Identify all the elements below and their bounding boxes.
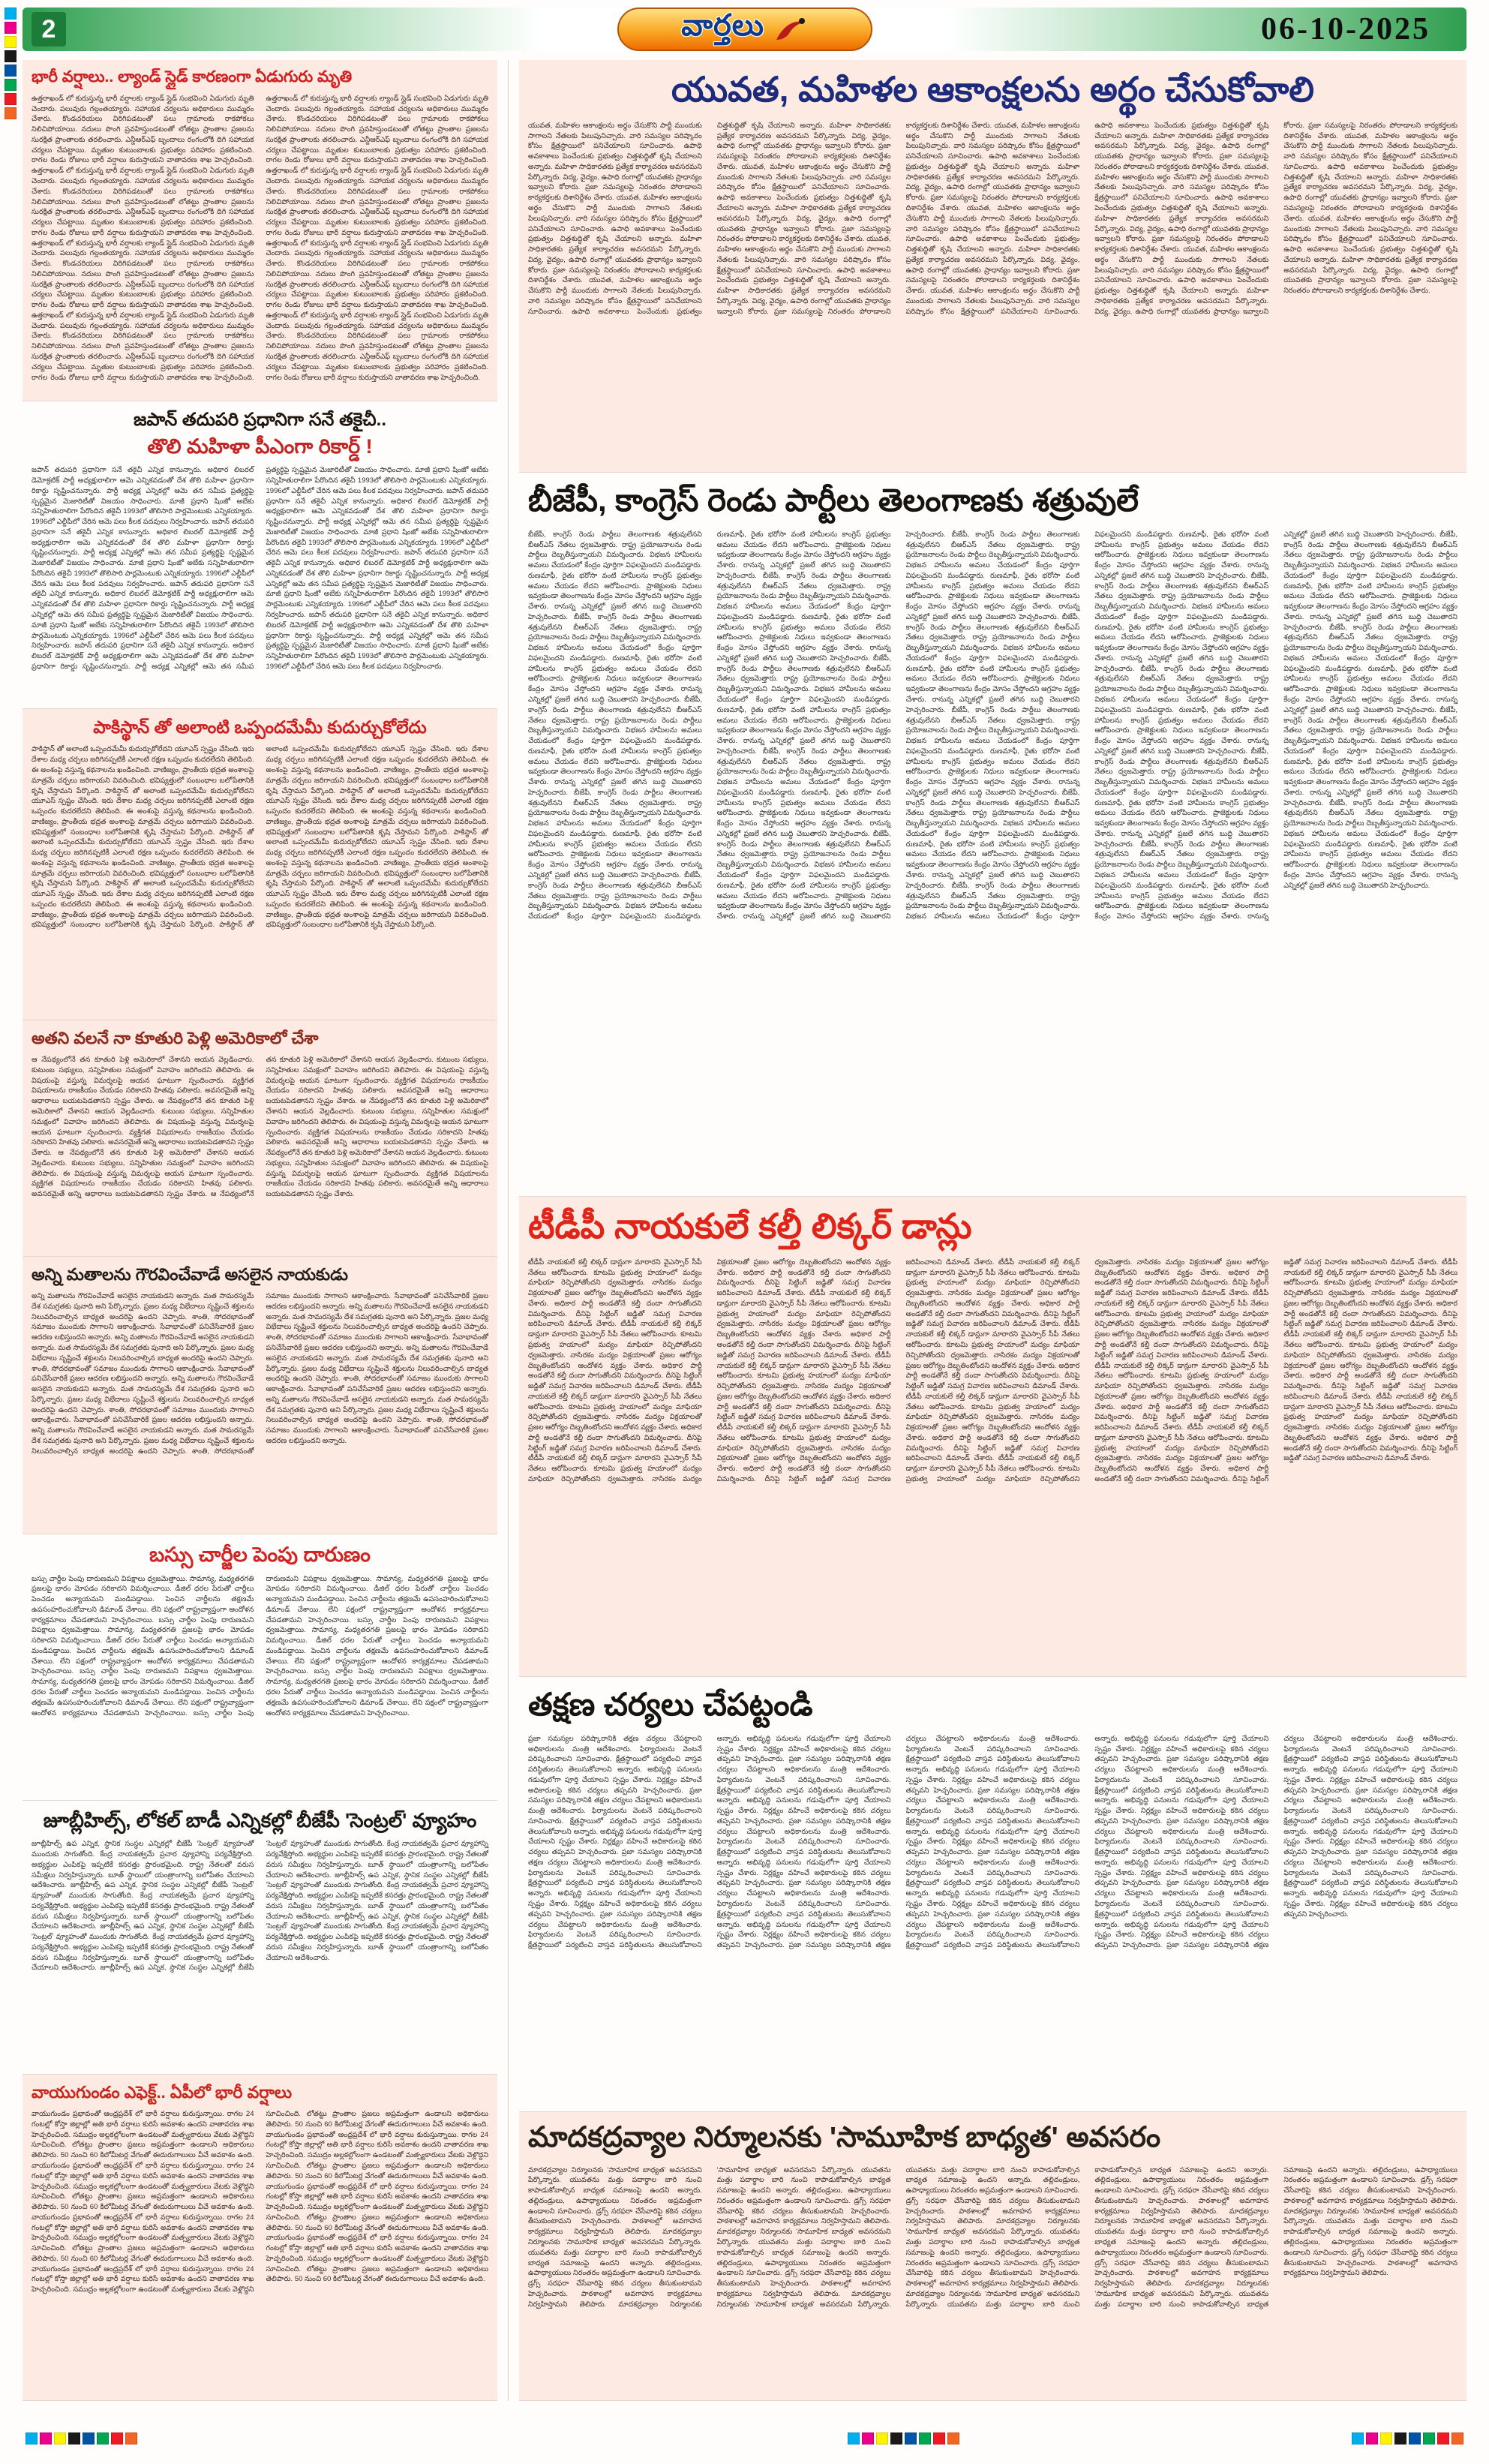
article-heavy-rains-landslide: [23, 60, 497, 401]
headline: అతని వలనే నా కూతురి పెళ్లి అమెరికాలో చేశా: [32, 1029, 319, 1047]
right-column: [509, 60, 1466, 2401]
color-swatch: [862, 2432, 874, 2444]
color-swatch: [83, 2432, 95, 2444]
article-bus-fare-hike: [23, 1534, 497, 1801]
headline: భారీ వర్షాలు.. ల్యాండ్ స్లైడ్ కారణంగా ఏడుగురు మృతి: [32, 68, 353, 86]
article-body: బస్సు చార్జీల పెంపు దారుణమని విపక్షాలు ధ్వజమెత్తాయి. సామాన్య, మధ్యతరగతి ప్రజలపై భారం మోపడం సరికాదని విమర్శించాయి. డీజిల్ ధరల పేరుతో చార్జీలు పెంచడం అన్యాయమని మండిపడ్డాయి. పెంచిన చార్జీలను తక్షణమే ఉపసంహరించుకోవాలని డిమాండ్ చేశాయి. లేని పక్షంలో రాష్ట్రవ్యాప్తంగా ఆందోళన కార్యక్రమాలు చేపడతామని హెచ్చరించాయి. బస్సు చార్జీల పెంపు దారుణమని విపక్షాలు ధ్వజమెత్తాయి. సామాన్య, మధ్యతరగతి ప్రజలపై భారం మోపడం సరికాదని విమర్శించాయి. డీజిల్ ధరల పేరుతో చార్జీలు పెంచడం అన్యాయమని మండిపడ్డాయి. పెంచిన చార్జీలను తక్షణమే ఉపసంహరించుకోవాలని డిమాండ్ చేశాయి. లేని పక్షంలో రాష్ట్రవ్యాప్తంగా ఆందోళన కార్యక్రమాలు చేపడతామని హెచ్చరించాయి. బస్సు చార్జీల పెంపు దారుణమని విపక్షాలు ధ్వజమెత్తాయి. సామాన్య, మధ్యతరగతి ప్రజలపై భారం మోపడం సరికాదని విమర్శించాయి. డీజిల్ ధరల పేరుతో చార్జీలు పెంచడం అన్యాయమని మండిపడ్డాయి. పెంచిన చార్జీలను తక్షణమే ఉపసంహరించుకోవాలని డిమాండ్ చేశాయి. లేని పక్షంలో రాష్ట్రవ్యాప్తంగా ఆందోళన కార్యక్రమాలు చేపడతామని హెచ్చరించాయి. బస్సు చార్జీల పెంపు దారుణమని విపక్షాలు ధ్వజమెత్తాయి. సామాన్య, మధ్యతరగతి ప్రజలపై భారం మోపడం సరికాదని విమర్శించాయి. డీజిల్ ధరల పేరుతో చార్జీలు పెంచడం అన్యాయమని మండిపడ్డాయి. పెంచిన చార్జీలను తక్షణమే ఉపసంహరించుకోవాలని డిమాండ్ చేశాయి. లేని పక్షంలో రాష్ట్రవ్యాప్తంగా ఆందోళన కార్యక్రమాలు చేపడతామని హెచ్చరించాయి. బస్సు చార్జీల పెంపు దారుణమని విపక్షాలు ధ్వజమెత్తాయి. సామాన్య, మధ్యతరగతి ప్రజలపై భారం మోపడం సరికాదని విమర్శించాయి. డీజిల్ ధరల పేరుతో చార్జీలు పెంచడం అన్యాయమని మండిపడ్డాయి. పెంచిన చార్జీలను తక్షణమే ఉపసంహరించుకోవాలని డిమాండ్ చేశాయి. లేని పక్షంలో రాష్ట్రవ్యాప్తంగా ఆందోళన కార్యక్రమాలు చేపడతామని హెచ్చరించాయి. బస్సు చార్జీల పెంపు దారుణమని విపక్షాలు ధ్వజమెత్తాయి. సామాన్య, మధ్యతరగతి ప్రజలపై భారం మోపడం సరికాదని విమర్శించాయి. డీజిల్ ధరల పేరుతో చార్జీలు పెంచడం అన్యాయమని మండిపడ్డాయి. పెంచిన చార్జీలను తక్షణమే ఉపసంహరించుకోవాలని డిమాండ్ చేశాయి. లేని పక్షంలో రాష్ట్రవ్యాప్తంగా ఆందోళన కార్యక్రమాలు చేపడతామని హెచ్చరించాయి.: [32, 1574, 488, 1717]
color-swatch: [26, 2432, 38, 2444]
color-swatch: [40, 2432, 52, 2444]
color-swatch: [54, 2432, 66, 2444]
article-body: పాకిస్థాన్ తో అలాంటి ఒప్పందమేమీ కుదుర్చుకోలేదని యూఎస్ స్పష్టం చేసింది. ఇరు దేశాల మధ్య చర్చలు జరిగినప్పటికీ ఎలాంటి రక్షణ ఒప్పందం కుదరలేదని తెలిపింది. ఈ అంశంపై వస్తున్న కథనాలను ఖండించింది. వాణిజ్యం, ప్రాంతీయ భద్రత అంశాలపై మాత్రమే చర్చలు జరిగాయని వివరించింది. భవిష్యత్తులో సంబంధాల బలోపేతానికి కృషి చేస్తామని పేర్కొంది. పాకిస్థాన్ తో అలాంటి ఒప్పందమేమీ కుదుర్చుకోలేదని యూఎస్ స్పష్టం చేసింది. ఇరు దేశాల మధ్య చర్చలు జరిగినప్పటికీ ఎలాంటి రక్షణ ఒప్పందం కుదరలేదని తెలిపింది. ఈ అంశంపై వస్తున్న కథనాలను ఖండించింది. వాణిజ్యం, ప్రాంతీయ భద్రత అంశాలపై మాత్రమే చర్చలు జరిగాయని వివరించింది. భవిష్యత్తులో సంబంధాల బలోపేతానికి కృషి చేస్తామని పేర్కొంది. పాకిస్థాన్ తో అలాంటి ఒప్పందమేమీ కుదుర్చుకోలేదని యూఎస్ స్పష్టం చేసింది. ఇరు దేశాల మధ్య చర్చలు జరిగినప్పటికీ ఎలాంటి రక్షణ ఒప్పందం కుదరలేదని తెలిపింది. ఈ అంశంపై వస్తున్న కథనాలను ఖండించింది. వాణిజ్యం, ప్రాంతీయ భద్రత అంశాలపై మాత్రమే చర్చలు జరిగాయని వివరించింది. భవిష్యత్తులో సంబంధాల బలోపేతానికి కృషి చేస్తామని పేర్కొంది. పాకిస్థాన్ తో అలాంటి ఒప్పందమేమీ కుదుర్చుకోలేదని యూఎస్ స్పష్టం చేసింది. ఇరు దేశాల మధ్య చర్చలు జరిగినప్పటికీ ఎలాంటి రక్షణ ఒప్పందం కుదరలేదని తెలిపింది. ఈ అంశంపై వస్తున్న కథనాలను ఖండించింది. వాణిజ్యం, ప్రాంతీయ భద్రత అంశాలపై మాత్రమే చర్చలు జరిగాయని వివరించింది. భవిష్యత్తులో సంబంధాల బలోపేతానికి కృషి చేస్తామని పేర్కొంది. పాకిస్థాన్ తో అలాంటి ఒప్పందమేమీ కుదుర్చుకోలేదని యూఎస్ స్పష్టం చేసింది. ఇరు దేశాల మధ్య చర్చలు జరిగినప్పటికీ ఎలాంటి రక్షణ ఒప్పందం కుదరలేదని తెలిపింది. ఈ అంశంపై వస్తున్న కథనాలను ఖండించింది. వాణిజ్యం, ప్రాంతీయ భద్రత అంశాలపై మాత్రమే చర్చలు జరిగాయని వివరించింది. భవిష్యత్తులో సంబంధాల బలోపేతానికి కృషి చేస్తామని పేర్కొంది. పాకిస్థాన్ తో అలాంటి ఒప్పందమేమీ కుదుర్చుకోలేదని యూఎస్ స్పష్టం చేసింది. ఇరు దేశాల మధ్య చర్చలు జరిగినప్పటికీ ఎలాంటి రక్షణ ఒప్పందం కుదరలేదని తెలిపింది. ఈ అంశంపై వస్తున్న కథనాలను ఖండించింది. వాణిజ్యం, ప్రాంతీయ భద్రత అంశాలపై మాత్రమే చర్చలు జరిగాయని వివరించింది. భవిష్యత్తులో సంబంధాల బలోపేతానికి కృషి చేస్తామని పేర్కొంది. పాకిస్థాన్ తో అలాంటి ఒప్పందమేమీ కుదుర్చుకోలేదని యూఎస్ స్పష్టం చేసింది. ఇరు దేశాల మధ్య చర్చలు జరిగినప్పటికీ ఎలాంటి రక్షణ ఒప్పందం కుదరలేదని తెలిపింది. ఈ అంశంపై వస్తున్న కథనాలను ఖండించింది. వాణిజ్యం, ప్రాంతీయ భద్రత అంశాలపై మాత్రమే చర్చలు జరిగాయని వివరించింది. భవిష్యత్తులో సంబంధాల బలోపేతానికి కృషి చేస్తామని పేర్కొంది. పాకిస్థాన్ తో అలాంటి ఒప్పందమేమీ కుదుర్చుకోలేదని యూఎస్ స్పష్టం చేసింది. ఇరు దేశాల మధ్య చర్చలు జరిగినప్పటికీ ఎలాంటి రక్షణ ఒప్పందం కుదరలేదని తెలిపింది. ఈ అంశంపై వస్తున్న కథనాలను ఖండించింది. వాణిజ్యం, ప్రాంతీయ భద్రత అంశాలపై మాత్రమే చర్చలు జరిగాయని వివరించింది. భవిష్యత్తులో సంబంధాల బలోపేతానికి కృషి చేస్తామని పేర్కొంది.: [32, 745, 488, 930]
color-swatch: [97, 2432, 109, 2444]
color-swatch: [947, 2432, 959, 2444]
left-column: [23, 60, 509, 2401]
color-swatch: [5, 50, 17, 62]
article-body: అన్ని మతాలను గౌరవించేవాడే అసలైన నాయకుడని అన్నారు. మత సామరస్యమే దేశ సమగ్రతకు పునాది అని పేర్కొన్నారు. ప్రజల మధ్య విభేదాలు సృష్టించే శక్తులను నిలువరించాల్సిన బాధ్యత అందరిపై ఉందని చెప్పారు. శాంతి, సోదరభావంతో సమాజం ముందుకు సాగాలని ఆకాంక్షించారు. సేవాభావంతో పనిచేసేవారికే ప్రజల ఆదరణ లభిస్తుందని అన్నారు. అన్ని మతాలను గౌరవించేవాడే అసలైన నాయకుడని అన్నారు. మత సామరస్యమే దేశ సమగ్రతకు పునాది అని పేర్కొన్నారు. ప్రజల మధ్య విభేదాలు సృష్టించే శక్తులను నిలువరించాల్సిన బాధ్యత అందరిపై ఉందని చెప్పారు. శాంతి, సోదరభావంతో సమాజం ముందుకు సాగాలని ఆకాంక్షించారు. సేవాభావంతో పనిచేసేవారికే ప్రజల ఆదరణ లభిస్తుందని అన్నారు. అన్ని మతాలను గౌరవించేవాడే అసలైన నాయకుడని అన్నారు. మత సామరస్యమే దేశ సమగ్రతకు పునాది అని పేర్కొన్నారు. ప్రజల మధ్య విభేదాలు సృష్టించే శక్తులను నిలువరించాల్సిన బాధ్యత అందరిపై ఉందని చెప్పారు. శాంతి, సోదరభావంతో సమాజం ముందుకు సాగాలని ఆకాంక్షించారు. సేవాభావంతో పనిచేసేవారికే ప్రజల ఆదరణ లభిస్తుందని అన్నారు. అన్ని మతాలను గౌరవించేవాడే అసలైన నాయకుడని అన్నారు. మత సామరస్యమే దేశ సమగ్రతకు పునాది అని పేర్కొన్నారు. ప్రజల మధ్య విభేదాలు సృష్టించే శక్తులను నిలువరించాల్సిన బాధ్యత అందరిపై ఉందని చెప్పారు. శాంతి, సోదరభావంతో సమాజం ముందుకు సాగాలని ఆకాంక్షించారు. సేవాభావంతో పనిచేసేవారికే ప్రజల ఆదరణ లభిస్తుందని అన్నారు. అన్ని మతాలను గౌరవించేవాడే అసలైన నాయకుడని అన్నారు. మత సామరస్యమే దేశ సమగ్రతకు పునాది అని పేర్కొన్నారు. ప్రజల మధ్య విభేదాలు సృష్టించే శక్తులను నిలువరించాల్సిన బాధ్యత అందరిపై ఉందని చెప్పారు. శాంతి, సోదరభావంతో సమాజం ముందుకు సాగాలని ఆకాంక్షించారు. సేవాభావంతో పనిచేసేవారికే ప్రజల ఆదరణ లభిస్తుందని అన్నారు. అన్ని మతాలను గౌరవించేవాడే అసలైన నాయకుడని అన్నారు. మత సామరస్యమే దేశ సమగ్రతకు పునాది అని పేర్కొన్నారు. ప్రజల మధ్య విభేదాలు సృష్టించే శక్తులను నిలువరించాల్సిన బాధ్యత అందరిపై ఉందని చెప్పారు. శాంతి, సోదరభావంతో సమాజం ముందుకు సాగాలని ఆకాంక్షించారు. సేవాభావంతో పనిచేసేవారికే ప్రజల ఆదరణ లభిస్తుందని అన్నారు. అన్ని మతాలను గౌరవించేవాడే అసలైన నాయకుడని అన్నారు. మత సామరస్యమే దేశ సమగ్రతకు పునాది అని పేర్కొన్నారు. ప్రజల మధ్య విభేదాలు సృష్టించే శక్తులను నిలువరించాల్సిన బాధ్యత అందరిపై ఉందని చెప్పారు. శాంతి, సోదరభావంతో సమాజం ముందుకు సాగాలని ఆకాంక్షించారు. సేవాభావంతో పనిచేసేవారికే ప్రజల ఆదరణ లభిస్తుందని అన్నారు.: [32, 1292, 488, 1456]
edition-date: 06-10-2025: [1261, 12, 1430, 47]
headline: తక్షణ చర్యలు చేపట్టండి: [528, 1687, 813, 1722]
color-swatch: [1451, 2432, 1463, 2444]
color-swatch: [125, 2432, 137, 2444]
masthead-banner: [617, 8, 872, 51]
color-swatch: [5, 22, 17, 34]
headline: బీజేపీ, కాంగ్రెస్ రెండు పార్టీలు తెలంగాణకు శత్రువులే: [528, 482, 1139, 518]
page-number: 2: [32, 12, 66, 47]
color-swatch: [919, 2432, 931, 2444]
color-swatch: [1352, 2432, 1364, 2444]
article-body: ఆ నేపథ్యంలోనే తన కూతురి పెళ్లి అమెరికాలో చేశానని ఆయన వెల్లడించారు. కుటుంబ సభ్యులు, సన్నిహితుల సమక్షంలో వివాహం జరిగిందని తెలిపారు. ఈ విషయంపై వస్తున్న విమర్శలపై ఆయన ఘాటుగా స్పందించారు. వ్యక్తిగత విషయాలను రాజకీయం చేయడం సరికాదని హితవు పలికారు. అవసరమైతే అన్ని ఆధారాలు బయటపెడతానని స్పష్టం చేశారు. ఆ నేపథ్యంలోనే తన కూతురి పెళ్లి అమెరికాలో చేశానని ఆయన వెల్లడించారు. కుటుంబ సభ్యులు, సన్నిహితుల సమక్షంలో వివాహం జరిగిందని తెలిపారు. ఈ విషయంపై వస్తున్న విమర్శలపై ఆయన ఘాటుగా స్పందించారు. వ్యక్తిగత విషయాలను రాజకీయం చేయడం సరికాదని హితవు పలికారు. అవసరమైతే అన్ని ఆధారాలు బయటపెడతానని స్పష్టం చేశారు. ఆ నేపథ్యంలోనే తన కూతురి పెళ్లి అమెరికాలో చేశానని ఆయన వెల్లడించారు. కుటుంబ సభ్యులు, సన్నిహితుల సమక్షంలో వివాహం జరిగిందని తెలిపారు. ఈ విషయంపై వస్తున్న విమర్శలపై ఆయన ఘాటుగా స్పందించారు. వ్యక్తిగత విషయాలను రాజకీయం చేయడం సరికాదని హితవు పలికారు. అవసరమైతే అన్ని ఆధారాలు బయటపెడతానని స్పష్టం చేశారు. ఆ నేపథ్యంలోనే తన కూతురి పెళ్లి అమెరికాలో చేశానని ఆయన వెల్లడించారు. కుటుంబ సభ్యులు, సన్నిహితుల సమక్షంలో వివాహం జరిగిందని తెలిపారు. ఈ విషయంపై వస్తున్న విమర్శలపై ఆయన ఘాటుగా స్పందించారు. వ్యక్తిగత విషయాలను రాజకీయం చేయడం సరికాదని హితవు పలికారు. అవసరమైతే అన్ని ఆధారాలు బయటపెడతానని స్పష్టం చేశారు. ఆ నేపథ్యంలోనే తన కూతురి పెళ్లి అమెరికాలో చేశానని ఆయన వెల్లడించారు. కుటుంబ సభ్యులు, సన్నిహితుల సమక్షంలో వివాహం జరిగిందని తెలిపారు. ఈ విషయంపై వస్తున్న విమర్శలపై ఆయన ఘాటుగా స్పందించారు. వ్యక్తిగత విషయాలను రాజకీయం చేయడం సరికాదని హితవు పలికారు. అవసరమైతే అన్ని ఆధారాలు బయటపెడతానని స్పష్టం చేశారు. ఆ నేపథ్యంలోనే తన కూతురి పెళ్లి అమెరికాలో చేశానని ఆయన వెల్లడించారు. కుటుంబ సభ్యులు, సన్నిహితుల సమక్షంలో వివాహం జరిగిందని తెలిపారు. ఈ విషయంపై వస్తున్న విమర్శలపై ఆయన ఘాటుగా స్పందించారు. వ్యక్తిగత విషయాలను రాజకీయం చేయడం సరికాదని హితవు పలికారు. అవసరమైతే అన్ని ఆధారాలు బయటపెడతానని స్పష్టం చేశారు.: [32, 1056, 488, 1199]
masthead-title: వార్తలు: [681, 8, 764, 42]
article-drug-eradication-responsibility: [519, 2112, 1466, 2401]
color-swatch: [5, 65, 17, 77]
article-daughter-wedding-america: [23, 1020, 497, 1257]
article-body: మాదకద్రవ్యాల నిర్మూలనకు 'సామూహిక బాధ్యత' అవసరమని పేర్కొన్నారు. యువతను మత్తు పదార్థాల బారి నుంచి కాపాడుకోవాల్సిన బాధ్యత సమాజంపై ఉందని అన్నారు. తల్లిదండ్రులు, ఉపాధ్యాయులు నిరంతరం అప్రమత్తంగా ఉండాలని సూచించారు. డ్రగ్స్ సరఫరా చేసేవారిపై కఠిన చర్యలు తీసుకుంటామని హెచ్చరించారు. పాఠశాలల్లో అవగాహన కార్యక్రమాలు నిర్వహిస్తామని తెలిపారు. మాదకద్రవ్యాల నిర్మూలనకు 'సామూహిక బాధ్యత' అవసరమని పేర్కొన్నారు. యువతను మత్తు పదార్థాల బారి నుంచి కాపాడుకోవాల్సిన బాధ్యత సమాజంపై ఉందని అన్నారు. తల్లిదండ్రులు, ఉపాధ్యాయులు నిరంతరం అప్రమత్తంగా ఉండాలని సూచించారు. డ్రగ్స్ సరఫరా చేసేవారిపై కఠిన చర్యలు తీసుకుంటామని హెచ్చరించారు. పాఠశాలల్లో అవగాహన కార్యక్రమాలు నిర్వహిస్తామని తెలిపారు. మాదకద్రవ్యాల నిర్మూలనకు 'సామూహిక బాధ్యత' అవసరమని పేర్కొన్నారు. యువతను మత్తు పదార్థాల బారి నుంచి కాపాడుకోవాల్సిన బాధ్యత సమాజంపై ఉందని అన్నారు. తల్లిదండ్రులు, ఉపాధ్యాయులు నిరంతరం అప్రమత్తంగా ఉండాలని సూచించారు. డ్రగ్స్ సరఫరా చేసేవారిపై కఠిన చర్యలు తీసుకుంటామని హెచ్చరించారు. పాఠశాలల్లో అవగాహన కార్యక్రమాలు నిర్వహిస్తామని తెలిపారు. మాదకద్రవ్యాల నిర్మూలనకు 'సామూహిక బాధ్యత' అవసరమని పేర్కొన్నారు. యువతను మత్తు పదార్థాల బారి నుంచి కాపాడుకోవాల్సిన బాధ్యత సమాజంపై ఉందని అన్నారు. తల్లిదండ్రులు, ఉపాధ్యాయులు నిరంతరం అప్రమత్తంగా ఉండాలని సూచించారు. డ్రగ్స్ సరఫరా చేసేవారిపై కఠిన చర్యలు తీసుకుంటామని హెచ్చరించారు. పాఠశాలల్లో అవగాహన కార్యక్రమాలు నిర్వహిస్తామని తెలిపారు. మాదకద్రవ్యాల నిర్మూలనకు 'సామూహిక బాధ్యత' అవసరమని పేర్కొన్నారు. యువతను మత్తు పదార్థాల బారి నుంచి కాపాడుకోవాల్సిన బాధ్యత సమాజంపై ఉందని అన్నారు. తల్లిదండ్రులు, ఉపాధ్యాయులు నిరంతరం అప్రమత్తంగా ఉండాలని సూచించారు. డ్రగ్స్ సరఫరా చేసేవారిపై కఠిన చర్యలు తీసుకుంటామని హెచ్చరించారు. పాఠశాలల్లో అవగాహన కార్యక్రమాలు నిర్వహిస్తామని తెలిపారు. మాదకద్రవ్యాల నిర్మూలనకు 'సామూహిక బాధ్యత' అవసరమని పేర్కొన్నారు. యువతను మత్తు పదార్థాల బారి నుంచి కాపాడుకోవాల్సిన బాధ్యత సమాజంపై ఉందని అన్నారు. తల్లిదండ్రులు, ఉపాధ్యాయులు నిరంతరం అప్రమత్తంగా ఉండాలని సూచించారు. డ్రగ్స్ సరఫరా చేసేవారిపై కఠిన చర్యలు తీసుకుంటామని హెచ్చరించారు. పాఠశాలల్లో అవగాహన కార్యక్రమాలు నిర్వహిస్తామని తెలిపారు. మాదకద్రవ్యాల నిర్మూలనకు 'సామూహిక బాధ్యత' అవసరమని పేర్కొన్నారు. యువతను మత్తు పదార్థాల బారి నుంచి కాపాడుకోవాల్సిన బాధ్యత సమాజంపై ఉందని అన్నారు. తల్లిదండ్రులు, ఉపాధ్యాయులు నిరంతరం అప్రమత్తంగా ఉండాలని సూచించారు. డ్రగ్స్ సరఫరా చేసేవారిపై కఠిన చర్యలు తీసుకుంటామని హెచ్చరించారు. పాఠశాలల్లో అవగాహన కార్యక్రమాలు నిర్వహిస్తామని తెలిపారు. మాదకద్రవ్యాల నిర్మూలనకు 'సామూహిక బాధ్యత' అవసరమని పేర్కొన్నారు. యువతను మత్తు పదార్థాల బారి నుంచి కాపాడుకోవాల్సిన బాధ్యత సమాజంపై ఉందని అన్నారు. తల్లిదండ్రులు, ఉపాధ్యాయులు నిరంతరం అప్రమత్తంగా ఉండాలని సూచించారు. డ్రగ్స్ సరఫరా చేసేవారిపై కఠిన చర్యలు తీసుకుంటామని హెచ్చరించారు. పాఠశాలల్లో అవగాహన కార్యక్రమాలు నిర్వహిస్తామని తెలిపారు. మాదకద్రవ్యాల నిర్మూలనకు 'సామూహిక బాధ్యత' అవసరమని పేర్కొన్నారు. యువతను మత్తు పదార్థాల బారి నుంచి కాపాడుకోవాల్సిన బాధ్యత సమాజంపై ఉందని అన్నారు. తల్లిదండ్రులు, ఉపాధ్యాయులు నిరంతరం అప్రమత్తంగా ఉండాలని సూచించారు. డ్రగ్స్ సరఫరా చేసేవారిపై కఠిన చర్యలు తీసుకుంటామని హెచ్చరించారు. పాఠశాలల్లో అవగాహన కార్యక్రమాలు నిర్వహిస్తామని తెలిపారు. మాదకద్రవ్యాల నిర్మూలనకు 'సామూహిక బాధ్యత' అవసరమని పేర్కొన్నారు. యువతను మత్తు పదార్థాల బారి నుంచి కాపాడుకోవాల్సిన బాధ్యత సమాజంపై ఉందని అన్నారు. తల్లిదండ్రులు, ఉపాధ్యాయులు నిరంతరం అప్రమత్తంగా ఉండాలని సూచించారు. డ్రగ్స్ సరఫరా చేసేవారిపై కఠిన చర్యలు తీసుకుంటామని హెచ్చరించారు. పాఠశాలల్లో అవగాహన కార్యక్రమాలు నిర్వహిస్తామని తెలిపారు.: [528, 2165, 1457, 2309]
article-body: ఉత్తరాఖండ్ లో కురుస్తున్న భారీ వర్షాలకు ల్యాండ్ స్లైడ్ సంభవించి ఏడుగురు మృతి చెందారు. పలువురు గల్లంతయ్యారు. సహాయక చర్యలను అధికారులు ముమ్మరం చేశారు. కొండచరియలు విరిగిపడటంతో పలు గ్రామాలకు రాకపోకలు నిలిచిపోయాయి. నదులు పొంగి ప్రవహిస్తుండటంతో లోతట్టు ప్రాంతాల ప్రజలను సురక్షిత ప్రాంతాలకు తరలించారు. ఎన్డీఆర్ఎఫ్ బృందాలు రంగంలోకి దిగి సహాయక చర్యలు చేపట్టాయి. మృతుల కుటుంబాలకు ప్రభుత్వం పరిహారం ప్రకటించింది. రాగల రెండు రోజులు భారీ వర్షాలు కురుస్తాయని వాతావరణ శాఖ హెచ్చరించింది. ఉత్తరాఖండ్ లో కురుస్తున్న భారీ వర్షాలకు ల్యాండ్ స్లైడ్ సంభవించి ఏడుగురు మృతి చెందారు. పలువురు గల్లంతయ్యారు. సహాయక చర్యలను అధికారులు ముమ్మరం చేశారు. కొండచరియలు విరిగిపడటంతో పలు గ్రామాలకు రాకపోకలు నిలిచిపోయాయి. నదులు పొంగి ప్రవహిస్తుండటంతో లోతట్టు ప్రాంతాల ప్రజలను సురక్షిత ప్రాంతాలకు తరలించారు. ఎన్డీఆర్ఎఫ్ బృందాలు రంగంలోకి దిగి సహాయక చర్యలు చేపట్టాయి. మృతుల కుటుంబాలకు ప్రభుత్వం పరిహారం ప్రకటించింది. రాగల రెండు రోజులు భారీ వర్షాలు కురుస్తాయని వాతావరణ శాఖ హెచ్చరించింది. ఉత్తరాఖండ్ లో కురుస్తున్న భారీ వర్షాలకు ల్యాండ్ స్లైడ్ సంభవించి ఏడుగురు మృతి చెందారు. పలువురు గల్లంతయ్యారు. సహాయక చర్యలను అధికారులు ముమ్మరం చేశారు. కొండచరియలు విరిగిపడటంతో పలు గ్రామాలకు రాకపోకలు నిలిచిపోయాయి. నదులు పొంగి ప్రవహిస్తుండటంతో లోతట్టు ప్రాంతాల ప్రజలను సురక్షిత ప్రాంతాలకు తరలించారు. ఎన్డీఆర్ఎఫ్ బృందాలు రంగంలోకి దిగి సహాయక చర్యలు చేపట్టాయి. మృతుల కుటుంబాలకు ప్రభుత్వం పరిహారం ప్రకటించింది. రాగల రెండు రోజులు భారీ వర్షాలు కురుస్తాయని వాతావరణ శాఖ హెచ్చరించింది. ఉత్తరాఖండ్ లో కురుస్తున్న భారీ వర్షాలకు ల్యాండ్ స్లైడ్ సంభవించి ఏడుగురు మృతి చెందారు. పలువురు గల్లంతయ్యారు. సహాయక చర్యలను అధికారులు ముమ్మరం చేశారు. కొండచరియలు విరిగిపడటంతో పలు గ్రామాలకు రాకపోకలు నిలిచిపోయాయి. నదులు పొంగి ప్రవహిస్తుండటంతో లోతట్టు ప్రాంతాల ప్రజలను సురక్షిత ప్రాంతాలకు తరలించారు. ఎన్డీఆర్ఎఫ్ బృందాలు రంగంలోకి దిగి సహాయక చర్యలు చేపట్టాయి. మృతుల కుటుంబాలకు ప్రభుత్వం పరిహారం ప్రకటించింది. రాగల రెండు రోజులు భారీ వర్షాలు కురుస్తాయని వాతావరణ శాఖ హెచ్చరించింది. ఉత్తరాఖండ్ లో కురుస్తున్న భారీ వర్షాలకు ల్యాండ్ స్లైడ్ సంభవించి ఏడుగురు మృతి చెందారు. పలువురు గల్లంతయ్యారు. సహాయక చర్యలను అధికారులు ముమ్మరం చేశారు. కొండచరియలు విరిగిపడటంతో పలు గ్రామాలకు రాకపోకలు నిలిచిపోయాయి. నదులు పొంగి ప్రవహిస్తుండటంతో లోతట్టు ప్రాంతాల ప్రజలను సురక్షిత ప్రాంతాలకు తరలించారు. ఎన్డీఆర్ఎఫ్ బృందాలు రంగంలోకి దిగి సహాయక చర్యలు చేపట్టాయి. మృతుల కుటుంబాలకు ప్రభుత్వం పరిహారం ప్రకటించింది. రాగల రెండు రోజులు భారీ వర్షాలు కురుస్తాయని వాతావరణ శాఖ హెచ్చరించింది. ఉత్తరాఖండ్ లో కురుస్తున్న భారీ వర్షాలకు ల్యాండ్ స్లైడ్ సంభవించి ఏడుగురు మృతి చెందారు. పలువురు గల్లంతయ్యారు. సహాయక చర్యలను అధికారులు ముమ్మరం చేశారు. కొండచరియలు విరిగిపడటంతో పలు గ్రామాలకు రాకపోకలు నిలిచిపోయాయి. నదులు పొంగి ప్రవహిస్తుండటంతో లోతట్టు ప్రాంతాల ప్రజలను సురక్షిత ప్రాంతాలకు తరలించారు. ఎన్డీఆర్ఎఫ్ బృందాలు రంగంలోకి దిగి సహాయక చర్యలు చేపట్టాయి. మృతుల కుటుంబాలకు ప్రభుత్వం పరిహారం ప్రకటించింది. రాగల రెండు రోజులు భారీ వర్షాలు కురుస్తాయని వాతావరణ శాఖ హెచ్చరించింది. ఉత్తరాఖండ్ లో కురుస్తున్న భారీ వర్షాలకు ల్యాండ్ స్లైడ్ సంభవించి ఏడుగురు మృతి చెందారు. పలువురు గల్లంతయ్యారు. సహాయక చర్యలను అధికారులు ముమ్మరం చేశారు. కొండచరియలు విరిగిపడటంతో పలు గ్రామాలకు రాకపోకలు నిలిచిపోయాయి. నదులు పొంగి ప్రవహిస్తుండటంతో లోతట్టు ప్రాంతాల ప్రజలను సురక్షిత ప్రాంతాలకు తరలించారు. ఎన్డీఆర్ఎఫ్ బృందాలు రంగంలోకి దిగి సహాయక చర్యలు చేపట్టాయి. మృతుల కుటుంబాలకు ప్రభుత్వం పరిహారం ప్రకటించింది. రాగల రెండు రోజులు భారీ వర్షాలు కురుస్తాయని వాతావరణ శాఖ హెచ్చరించింది. ఉత్తరాఖండ్ లో కురుస్తున్న భారీ వర్షాలకు ల్యాండ్ స్లైడ్ సంభవించి ఏడుగురు మృతి చెందారు. పలువురు గల్లంతయ్యారు. సహాయక చర్యలను అధికారులు ముమ్మరం చేశారు. కొండచరియలు విరిగిపడటంతో పలు గ్రామాలకు రాకపోకలు నిలిచిపోయాయి. నదులు పొంగి ప్రవహిస్తుండటంతో లోతట్టు ప్రాంతాల ప్రజలను సురక్షిత ప్రాంతాలకు తరలించారు. ఎన్డీఆర్ఎఫ్ బృందాలు రంగంలోకి దిగి సహాయక చర్యలు చేపట్టాయి. మృతుల కుటుంబాలకు ప్రభుత్వం పరిహారం ప్రకటించింది. రాగల రెండు రోజులు భారీ వర్షాలు కురుస్తాయని వాతావరణ శాఖ హెచ్చరించింది.: [32, 94, 488, 382]
article-body: జూబ్లీహిల్స్ ఉప ఎన్నిక, స్థానిక సంస్థల ఎన్నికల్లో బీజేపీ 'సెంట్రల్' వ్యూహంతో ముందుకు సాగుతోంది. కేంద్ర నాయకత్వమే ప్రచార వ్యూహాన్ని పర్యవేక్షిస్తోంది. అభ్యర్థుల ఎంపికపై ఇప్పటికే కసరత్తు ప్రారంభమైంది. రాష్ట్ర నేతలతో వరుస సమీక్షలు నిర్వహిస్తున్నారు. బూత్ స్థాయిలో యంత్రాంగాన్ని బలోపేతం చేయాలని ఆదేశించారు. జూబ్లీహిల్స్ ఉప ఎన్నిక, స్థానిక సంస్థల ఎన్నికల్లో బీజేపీ 'సెంట్రల్' వ్యూహంతో ముందుకు సాగుతోంది. కేంద్ర నాయకత్వమే ప్రచార వ్యూహాన్ని పర్యవేక్షిస్తోంది. అభ్యర్థుల ఎంపికపై ఇప్పటికే కసరత్తు ప్రారంభమైంది. రాష్ట్ర నేతలతో వరుస సమీక్షలు నిర్వహిస్తున్నారు. బూత్ స్థాయిలో యంత్రాంగాన్ని బలోపేతం చేయాలని ఆదేశించారు. జూబ్లీహిల్స్ ఉప ఎన్నిక, స్థానిక సంస్థల ఎన్నికల్లో బీజేపీ 'సెంట్రల్' వ్యూహంతో ముందుకు సాగుతోంది. కేంద్ర నాయకత్వమే ప్రచార వ్యూహాన్ని పర్యవేక్షిస్తోంది. అభ్యర్థుల ఎంపికపై ఇప్పటికే కసరత్తు ప్రారంభమైంది. రాష్ట్ర నేతలతో వరుస సమీక్షలు నిర్వహిస్తున్నారు. బూత్ స్థాయిలో యంత్రాంగాన్ని బలోపేతం చేయాలని ఆదేశించారు. జూబ్లీహిల్స్ ఉప ఎన్నిక, స్థానిక సంస్థల ఎన్నికల్లో బీజేపీ 'సెంట్రల్' వ్యూహంతో ముందుకు సాగుతోంది. కేంద్ర నాయకత్వమే ప్రచార వ్యూహాన్ని పర్యవేక్షిస్తోంది. అభ్యర్థుల ఎంపికపై ఇప్పటికే కసరత్తు ప్రారంభమైంది. రాష్ట్ర నేతలతో వరుస సమీక్షలు నిర్వహిస్తున్నారు. బూత్ స్థాయిలో యంత్రాంగాన్ని బలోపేతం చేయాలని ఆదేశించారు. జూబ్లీహిల్స్ ఉప ఎన్నిక, స్థానిక సంస్థల ఎన్నికల్లో బీజేపీ 'సెంట్రల్' వ్యూహంతో ముందుకు సాగుతోంది. కేంద్ర నాయకత్వమే ప్రచార వ్యూహాన్ని పర్యవేక్షిస్తోంది. అభ్యర్థుల ఎంపికపై ఇప్పటికే కసరత్తు ప్రారంభమైంది. రాష్ట్ర నేతలతో వరుస సమీక్షలు నిర్వహిస్తున్నారు. బూత్ స్థాయిలో యంత్రాంగాన్ని బలోపేతం చేయాలని ఆదేశించారు. జూబ్లీహిల్స్ ఉప ఎన్నిక, స్థానిక సంస్థల ఎన్నికల్లో బీజేపీ 'సెంట్రల్' వ్యూహంతో ముందుకు సాగుతోంది. కేంద్ర నాయకత్వమే ప్రచార వ్యూహాన్ని పర్యవేక్షిస్తోంది. అభ్యర్థుల ఎంపికపై ఇప్పటికే కసరత్తు ప్రారంభమైంది. రాష్ట్ర నేతలతో వరుస సమీక్షలు నిర్వహిస్తున్నారు. బూత్ స్థాయిలో యంత్రాంగాన్ని బలోపేతం చేయాలని ఆదేశించారు.: [32, 1840, 488, 1973]
color-swatch: [5, 8, 17, 20]
color-swatch: [848, 2432, 860, 2444]
article-jubileehills-bjp-strategy: [23, 1801, 497, 2075]
page-header: [23, 8, 1466, 51]
color-swatch: [1380, 2432, 1392, 2444]
article-body: వాయుగుండం ప్రభావంతో ఆంధ్రప్రదేశ్ లో భారీ వర్షాలు కురుస్తున్నాయి. రాగల 24 గంటల్లో కోస్తా జిల్లాల్లో అతి భారీ వర్షాలు కురిసే అవకాశం ఉందని వాతావరణ శాఖ హెచ్చరించింది. సముద్రం అల్లకల్లోలంగా ఉండటంతో మత్స్యకారులు వేటకు వెళ్లొద్దని సూచించింది. లోతట్టు ప్రాంతాల ప్రజలు అప్రమత్తంగా ఉండాలని అధికారులు తెలిపారు. 50 నుంచి 60 కిలోమీటర్ల వేగంతో ఈదురుగాలులు వీచే అవకాశం ఉంది. వాయుగుండం ప్రభావంతో ఆంధ్రప్రదేశ్ లో భారీ వర్షాలు కురుస్తున్నాయి. రాగల 24 గంటల్లో కోస్తా జిల్లాల్లో అతి భారీ వర్షాలు కురిసే అవకాశం ఉందని వాతావరణ శాఖ హెచ్చరించింది. సముద్రం అల్లకల్లోలంగా ఉండటంతో మత్స్యకారులు వేటకు వెళ్లొద్దని సూచించింది. లోతట్టు ప్రాంతాల ప్రజలు అప్రమత్తంగా ఉండాలని అధికారులు తెలిపారు. 50 నుంచి 60 కిలోమీటర్ల వేగంతో ఈదురుగాలులు వీచే అవకాశం ఉంది. వాయుగుండం ప్రభావంతో ఆంధ్రప్రదేశ్ లో భారీ వర్షాలు కురుస్తున్నాయి. రాగల 24 గంటల్లో కోస్తా జిల్లాల్లో అతి భారీ వర్షాలు కురిసే అవకాశం ఉందని వాతావరణ శాఖ హెచ్చరించింది. సముద్రం అల్లకల్లోలంగా ఉండటంతో మత్స్యకారులు వేటకు వెళ్లొద్దని సూచించింది. లోతట్టు ప్రాంతాల ప్రజలు అప్రమత్తంగా ఉండాలని అధికారులు తెలిపారు. 50 నుంచి 60 కిలోమీటర్ల వేగంతో ఈదురుగాలులు వీచే అవకాశం ఉంది. వాయుగుండం ప్రభావంతో ఆంధ్రప్రదేశ్ లో భారీ వర్షాలు కురుస్తున్నాయి. రాగల 24 గంటల్లో కోస్తా జిల్లాల్లో అతి భారీ వర్షాలు కురిసే అవకాశం ఉందని వాతావరణ శాఖ హెచ్చరించింది. సముద్రం అల్లకల్లోలంగా ఉండటంతో మత్స్యకారులు వేటకు వెళ్లొద్దని సూచించింది. లోతట్టు ప్రాంతాల ప్రజలు అప్రమత్తంగా ఉండాలని అధికారులు తెలిపారు. 50 నుంచి 60 కిలోమీటర్ల వేగంతో ఈదురుగాలులు వీచే అవకాశం ఉంది. వాయుగుండం ప్రభావంతో ఆంధ్రప్రదేశ్ లో భారీ వర్షాలు కురుస్తున్నాయి. రాగల 24 గంటల్లో కోస్తా జిల్లాల్లో అతి భారీ వర్షాలు కురిసే అవకాశం ఉందని వాతావరణ శాఖ హెచ్చరించింది. సముద్రం అల్లకల్లోలంగా ఉండటంతో మత్స్యకారులు వేటకు వెళ్లొద్దని సూచించింది. లోతట్టు ప్రాంతాల ప్రజలు అప్రమత్తంగా ఉండాలని అధికారులు తెలిపారు. 50 నుంచి 60 కిలోమీటర్ల వేగంతో ఈదురుగాలులు వీచే అవకాశం ఉంది. వాయుగుండం ప్రభావంతో ఆంధ్రప్రదేశ్ లో భారీ వర్షాలు కురుస్తున్నాయి. రాగల 24 గంటల్లో కోస్తా జిల్లాల్లో అతి భారీ వర్షాలు కురిసే అవకాశం ఉందని వాతావరణ శాఖ హెచ్చరించింది. సముద్రం అల్లకల్లోలంగా ఉండటంతో మత్స్యకారులు వేటకు వెళ్లొద్దని సూచించింది. లోతట్టు ప్రాంతాల ప్రజలు అప్రమత్తంగా ఉండాలని అధికారులు తెలిపారు. 50 నుంచి 60 కిలోమీటర్ల వేగంతో ఈదురుగాలులు వీచే అవకాశం ఉంది. వాయుగుండం ప్రభావంతో ఆంధ్రప్రదేశ్ లో భారీ వర్షాలు కురుస్తున్నాయి. రాగల 24 గంటల్లో కోస్తా జిల్లాల్లో అతి భారీ వర్షాలు కురిసే అవకాశం ఉందని వాతావరణ శాఖ హెచ్చరించింది. సముద్రం అల్లకల్లోలంగా ఉండటంతో మత్స్యకారులు వేటకు వెళ్లొద్దని సూచించింది. లోతట్టు ప్రాంతాల ప్రజలు అప్రమత్తంగా ఉండాలని అధికారులు తెలిపారు. 50 నుంచి 60 కిలోమీటర్ల వేగంతో ఈదురుగాలులు వీచే అవకాశం ఉంది.: [32, 2110, 488, 2294]
headline: బస్సు చార్జీల పెంపు దారుణం: [149, 1543, 371, 1566]
headline: పాకిస్థాన్ తో అలాంటి ఒప్పందమేమీ కుదుర్చుకోలేదు: [93, 717, 427, 737]
color-swatch: [933, 2432, 945, 2444]
color-swatch: [1409, 2432, 1421, 2444]
headline: అన్ని మతాలను గౌరవించేవాడే అసలైన నాయకుడు: [32, 1265, 348, 1284]
color-swatch: [876, 2432, 888, 2444]
headline: టీడీపీ నాయకులే కల్తీ లిక్కర్ డాన్లు: [528, 1206, 972, 1246]
article-youth-women-aspirations: [519, 60, 1466, 473]
article-take-immediate-action: [519, 1677, 1466, 2112]
headline: జపాన్ తదుపరి ప్రధానిగా సనే తకైచీ..: [133, 410, 386, 430]
article-pakistan-agreement: [23, 709, 497, 1020]
registration-marks-top-left: [5, 8, 17, 119]
color-swatch: [5, 36, 17, 48]
color-swatch: [5, 79, 17, 91]
article-body: యువత, మహిళల ఆకాంక్షలను అర్థం చేసుకొని పార్టీ ముందుకు సాగాలని నేతలకు పిలుపునిచ్చారు. వారి సమస్యల పరిష్కారం కోసం క్షేత్రస్థాయిలో పనిచేయాలని సూచించారు. ఉపాధి అవకాశాలు పెంచేందుకు ప్రభుత్వం చిత్తశుద్ధితో కృషి చేయాలని అన్నారు. మహిళా సాధికారతకు ప్రత్యేక కార్యాచరణ అవసరమని పేర్కొన్నారు. విద్య, వైద్యం, ఉపాధి రంగాల్లో యువతకు ప్రాధాన్యం ఇవ్వాలని కోరారు. ప్రజా సమస్యలపై నిరంతరం పోరాడాలని కార్యకర్తలకు దిశానిర్దేశం చేశారు. యువత, మహిళల ఆకాంక్షలను అర్థం చేసుకొని పార్టీ ముందుకు సాగాలని నేతలకు పిలుపునిచ్చారు. వారి సమస్యల పరిష్కారం కోసం క్షేత్రస్థాయిలో పనిచేయాలని సూచించారు. ఉపాధి అవకాశాలు పెంచేందుకు ప్రభుత్వం చిత్తశుద్ధితో కృషి చేయాలని అన్నారు. మహిళా సాధికారతకు ప్రత్యేక కార్యాచరణ అవసరమని పేర్కొన్నారు. విద్య, వైద్యం, ఉపాధి రంగాల్లో యువతకు ప్రాధాన్యం ఇవ్వాలని కోరారు. ప్రజా సమస్యలపై నిరంతరం పోరాడాలని కార్యకర్తలకు దిశానిర్దేశం చేశారు. యువత, మహిళల ఆకాంక్షలను అర్థం చేసుకొని పార్టీ ముందుకు సాగాలని నేతలకు పిలుపునిచ్చారు. వారి సమస్యల పరిష్కారం కోసం క్షేత్రస్థాయిలో పనిచేయాలని సూచించారు. ఉపాధి అవకాశాలు పెంచేందుకు ప్రభుత్వం చిత్తశుద్ధితో కృషి చేయాలని అన్నారు. మహిళా సాధికారతకు ప్రత్యేక కార్యాచరణ అవసరమని పేర్కొన్నారు. విద్య, వైద్యం, ఉపాధి రంగాల్లో యువతకు ప్రాధాన్యం ఇవ్వాలని కోరారు. ప్రజా సమస్యలపై నిరంతరం పోరాడాలని కార్యకర్తలకు దిశానిర్దేశం చేశారు. యువత, మహిళల ఆకాంక్షలను అర్థం చేసుకొని పార్టీ ముందుకు సాగాలని నేతలకు పిలుపునిచ్చారు. వారి సమస్యల పరిష్కారం కోసం క్షేత్రస్థాయిలో పనిచేయాలని సూచించారు. ఉపాధి అవకాశాలు పెంచేందుకు ప్రభుత్వం చిత్తశుద్ధితో కృషి చేయాలని అన్నారు. మహిళా సాధికారతకు ప్రత్యేక కార్యాచరణ అవసరమని పేర్కొన్నారు. విద్య, వైద్యం, ఉపాధి రంగాల్లో యువతకు ప్రాధాన్యం ఇవ్వాలని కోరారు. ప్రజా సమస్యలపై నిరంతరం పోరాడాలని కార్యకర్తలకు దిశానిర్దేశం చేశారు. యువత, మహిళల ఆకాంక్షలను అర్థం చేసుకొని పార్టీ ముందుకు సాగాలని నేతలకు పిలుపునిచ్చారు. వారి సమస్యల పరిష్కారం కోసం క్షేత్రస్థాయిలో పనిచేయాలని సూచించారు. ఉపాధి అవకాశాలు పెంచేందుకు ప్రభుత్వం చిత్తశుద్ధితో కృషి చేయాలని అన్నారు. మహిళా సాధికారతకు ప్రత్యేక కార్యాచరణ అవసరమని పేర్కొన్నారు. విద్య, వైద్యం, ఉపాధి రంగాల్లో యువతకు ప్రాధాన్యం ఇవ్వాలని కోరారు. ప్రజా సమస్యలపై నిరంతరం పోరాడాలని కార్యకర్తలకు దిశానిర్దేశం చేశారు. యువత, మహిళల ఆకాంక్షలను అర్థం చేసుకొని పార్టీ ముందుకు సాగాలని నేతలకు పిలుపునిచ్చారు. వారి సమస్యల పరిష్కారం కోసం క్షేత్రస్థాయిలో పనిచేయాలని సూచించారు. ఉపాధి అవకాశాలు పెంచేందుకు ప్రభుత్వం చిత్తశుద్ధితో కృషి చేయాలని అన్నారు. మహిళా సాధికారతకు ప్రత్యేక కార్యాచరణ అవసరమని పేర్కొన్నారు. విద్య, వైద్యం, ఉపాధి రంగాల్లో యువతకు ప్రాధాన్యం ఇవ్వాలని కోరారు. ప్రజా సమస్యలపై నిరంతరం పోరాడాలని కార్యకర్తలకు దిశానిర్దేశం చేశారు. యువత, మహిళల ఆకాంక్షలను అర్థం చేసుకొని పార్టీ ముందుకు సాగాలని నేతలకు పిలుపునిచ్చారు. వారి సమస్యల పరిష్కారం కోసం క్షేత్రస్థాయిలో పనిచేయాలని సూచించారు. ఉపాధి అవకాశాలు పెంచేందుకు ప్రభుత్వం చిత్తశుద్ధితో కృషి చేయాలని అన్నారు. మహిళా సాధికారతకు ప్రత్యేక కార్యాచరణ అవసరమని పేర్కొన్నారు. విద్య, వైద్యం, ఉపాధి రంగాల్లో యువతకు ప్రాధాన్యం ఇవ్వాలని కోరారు. ప్రజా సమస్యలపై నిరంతరం పోరాడాలని కార్యకర్తలకు దిశానిర్దేశం చేశారు. యువత, మహిళల ఆకాంక్షలను అర్థం చేసుకొని పార్టీ ముందుకు సాగాలని నేతలకు పిలుపునిచ్చారు. వారి సమస్యల పరిష్కారం కోసం క్షేత్రస్థాయిలో పనిచేయాలని సూచించారు. ఉపాధి అవకాశాలు పెంచేందుకు ప్రభుత్వం చిత్తశుద్ధితో కృషి చేయాలని అన్నారు. మహిళా సాధికారతకు ప్రత్యేక కార్యాచరణ అవసరమని పేర్కొన్నారు. విద్య, వైద్యం, ఉపాధి రంగాల్లో యువతకు ప్రాధాన్యం ఇవ్వాలని కోరారు. ప్రజా సమస్యలపై నిరంతరం పోరాడాలని కార్యకర్తలకు దిశానిర్దేశం చేశారు. యువత, మహిళల ఆకాంక్షలను అర్థం చేసుకొని పార్టీ ముందుకు సాగాలని నేతలకు పిలుపునిచ్చారు. వారి సమస్యల పరిష్కారం కోసం క్షేత్రస్థాయిలో పనిచేయాలని సూచించారు. ఉపాధి అవకాశాలు పెంచేందుకు ప్రభుత్వం చిత్తశుద్ధితో కృషి చేయాలని అన్నారు. మహిళా సాధికారతకు ప్రత్యేక కార్యాచరణ అవసరమని పేర్కొన్నారు. విద్య, వైద్యం, ఉపాధి రంగాల్లో యువతకు ప్రాధాన్యం ఇవ్వాలని కోరారు. ప్రజా సమస్యలపై నిరంతరం పోరాడాలని కార్యకర్తలకు దిశానిర్దేశం చేశారు. యువత, మహిళల ఆకాంక్షలను అర్థం చేసుకొని పార్టీ ముందుకు సాగాలని నేతలకు పిలుపునిచ్చారు. వారి సమస్యల పరిష్కారం కోసం క్షేత్రస్థాయిలో పనిచేయాలని సూచించారు. ఉపాధి అవకాశాలు పెంచేందుకు ప్రభుత్వం చిత్తశుద్ధితో కృషి చేయాలని అన్నారు. మహిళా సాధికారతకు ప్రత్యేక కార్యాచరణ అవసరమని పేర్కొన్నారు. విద్య, వైద్యం, ఉపాధి రంగాల్లో యువతకు ప్రాధాన్యం ఇవ్వాలని కోరారు. ప్రజా సమస్యలపై నిరంతరం పోరాడాలని కార్యకర్తలకు దిశానిర్దేశం చేశారు. యువత, మహిళల ఆకాంక్షలను అర్థం చేసుకొని పార్టీ ముందుకు సాగాలని నేతలకు పిలుపునిచ్చారు. వారి సమస్యల పరిష్కారం కోసం క్షేత్రస్థాయిలో పనిచేయాలని సూచించారు. ఉపాధి అవకాశాలు పెంచేందుకు ప్రభుత్వం చిత్తశుద్ధితో కృషి చేయాలని అన్నారు. మహిళా సాధికారతకు ప్రత్యేక కార్యాచరణ అవసరమని పేర్కొన్నారు. విద్య, వైద్యం, ఉపాధి రంగాల్లో యువతకు ప్రాధాన్యం ఇవ్వాలని కోరారు. ప్రజా సమస్యలపై నిరంతరం పోరాడాలని కార్యకర్తలకు దిశానిర్దేశం చేశారు. యువత, మహిళల ఆకాంక్షలను అర్థం చేసుకొని పార్టీ ముందుకు సాగాలని నేతలకు పిలుపునిచ్చారు. వారి సమస్యల పరిష్కారం కోసం క్షేత్రస్థాయిలో పనిచేయాలని సూచించారు. ఉపాధి అవకాశాలు పెంచేందుకు ప్రభుత్వం చిత్తశుద్ధితో కృషి చేయాలని అన్నారు. మహిళా సాధికారతకు ప్రత్యేక కార్యాచరణ అవసరమని పేర్కొన్నారు. విద్య, వైద్యం, ఉపాధి రంగాల్లో యువతకు ప్రాధాన్యం ఇవ్వాలని కోరారు. ప్రజా సమస్యలపై నిరంతరం పోరాడాలని కార్యకర్తలకు దిశానిర్దేశం చేశారు.: [528, 121, 1457, 316]
article-body: టీడీపీ నాయకులే కల్తీ లిక్కర్ డాన్లుగా మారారని వైఎస్సార్ సీపీ నేతలు ఆరోపించారు. కూటమి ప్రభుత్వ హయాంలో మద్యం మాఫియా రెచ్చిపోతోందని ధ్వజమెత్తారు. నాసిరకం మద్యం విక్రయాలతో ప్రజల ఆరోగ్యం దెబ్బతింటోందని ఆందోళన వ్యక్తం చేశారు. అధికార పార్టీ అండతోనే కల్తీ దందా సాగుతోందని విమర్శించారు. దీనిపై సిట్టింగ్ జడ్జితో సమగ్ర విచారణ జరిపించాలని డిమాండ్ చేశారు. టీడీపీ నాయకులే కల్తీ లిక్కర్ డాన్లుగా మారారని వైఎస్సార్ సీపీ నేతలు ఆరోపించారు. కూటమి ప్రభుత్వ హయాంలో మద్యం మాఫియా రెచ్చిపోతోందని ధ్వజమెత్తారు. నాసిరకం మద్యం విక్రయాలతో ప్రజల ఆరోగ్యం దెబ్బతింటోందని ఆందోళన వ్యక్తం చేశారు. అధికార పార్టీ అండతోనే కల్తీ దందా సాగుతోందని విమర్శించారు. దీనిపై సిట్టింగ్ జడ్జితో సమగ్ర విచారణ జరిపించాలని డిమాండ్ చేశారు. టీడీపీ నాయకులే కల్తీ లిక్కర్ డాన్లుగా మారారని వైఎస్సార్ సీపీ నేతలు ఆరోపించారు. కూటమి ప్రభుత్వ హయాంలో మద్యం మాఫియా రెచ్చిపోతోందని ధ్వజమెత్తారు. నాసిరకం మద్యం విక్రయాలతో ప్రజల ఆరోగ్యం దెబ్బతింటోందని ఆందోళన వ్యక్తం చేశారు. అధికార పార్టీ అండతోనే కల్తీ దందా సాగుతోందని విమర్శించారు. దీనిపై సిట్టింగ్ జడ్జితో సమగ్ర విచారణ జరిపించాలని డిమాండ్ చేశారు. టీడీపీ నాయకులే కల్తీ లిక్కర్ డాన్లుగా మారారని వైఎస్సార్ సీపీ నేతలు ఆరోపించారు. కూటమి ప్రభుత్వ హయాంలో మద్యం మాఫియా రెచ్చిపోతోందని ధ్వజమెత్తారు. నాసిరకం మద్యం విక్రయాలతో ప్రజల ఆరోగ్యం దెబ్బతింటోందని ఆందోళన వ్యక్తం చేశారు. అధికార పార్టీ అండతోనే కల్తీ దందా సాగుతోందని విమర్శించారు. దీనిపై సిట్టింగ్ జడ్జితో సమగ్ర విచారణ జరిపించాలని డిమాండ్ చేశారు. టీడీపీ నాయకులే కల్తీ లిక్కర్ డాన్లుగా మారారని వైఎస్సార్ సీపీ నేతలు ఆరోపించారు. కూటమి ప్రభుత్వ హయాంలో మద్యం మాఫియా రెచ్చిపోతోందని ధ్వజమెత్తారు. నాసిరకం మద్యం విక్రయాలతో ప్రజల ఆరోగ్యం దెబ్బతింటోందని ఆందోళన వ్యక్తం చేశారు. అధికార పార్టీ అండతోనే కల్తీ దందా సాగుతోందని విమర్శించారు. దీనిపై సిట్టింగ్ జడ్జితో సమగ్ర విచారణ జరిపించాలని డిమాండ్ చేశారు. టీడీపీ నాయకులే కల్తీ లిక్కర్ డాన్లుగా మారారని వైఎస్సార్ సీపీ నేతలు ఆరోపించారు. కూటమి ప్రభుత్వ హయాంలో మద్యం మాఫియా రెచ్చిపోతోందని ధ్వజమెత్తారు. నాసిరకం మద్యం విక్రయాలతో ప్రజల ఆరోగ్యం దెబ్బతింటోందని ఆందోళన వ్యక్తం చేశారు. అధికార పార్టీ అండతోనే కల్తీ దందా సాగుతోందని విమర్శించారు. దీనిపై సిట్టింగ్ జడ్జితో సమగ్ర విచారణ జరిపించాలని డిమాండ్ చేశారు. టీడీపీ నాయకులే కల్తీ లిక్కర్ డాన్లుగా మారారని వైఎస్సార్ సీపీ నేతలు ఆరోపించారు. కూటమి ప్రభుత్వ హయాంలో మద్యం మాఫియా రెచ్చిపోతోందని ధ్వజమెత్తారు. నాసిరకం మద్యం విక్రయాలతో ప్రజల ఆరోగ్యం దెబ్బతింటోందని ఆందోళన వ్యక్తం చేశారు. అధికార పార్టీ అండతోనే కల్తీ దందా సాగుతోందని విమర్శించారు. దీనిపై సిట్టింగ్ జడ్జితో సమగ్ర విచారణ జరిపించాలని డిమాండ్ చేశారు. టీడీపీ నాయకులే కల్తీ లిక్కర్ డాన్లుగా మారారని వైఎస్సార్ సీపీ నేతలు ఆరోపించారు. కూటమి ప్రభుత్వ హయాంలో మద్యం మాఫియా రెచ్చిపోతోందని ధ్వజమెత్తారు. నాసిరకం మద్యం విక్రయాలతో ప్రజల ఆరోగ్యం దెబ్బతింటోందని ఆందోళన వ్యక్తం చేశారు. అధికార పార్టీ అండతోనే కల్తీ దందా సాగుతోందని విమర్శించారు. దీనిపై సిట్టింగ్ జడ్జితో సమగ్ర విచారణ జరిపించాలని డిమాండ్ చేశారు. టీడీపీ నాయకులే కల్తీ లిక్కర్ డాన్లుగా మారారని వైఎస్సార్ సీపీ నేతలు ఆరోపించారు. కూటమి ప్రభుత్వ హయాంలో మద్యం మాఫియా రెచ్చిపోతోందని ధ్వజమెత్తారు. నాసిరకం మద్యం విక్రయాలతో ప్రజల ఆరోగ్యం దెబ్బతింటోందని ఆందోళన వ్యక్తం చేశారు. అధికార పార్టీ అండతోనే కల్తీ దందా సాగుతోందని విమర్శించారు. దీనిపై సిట్టింగ్ జడ్జితో సమగ్ర విచారణ జరిపించాలని డిమాండ్ చేశారు. టీడీపీ నాయకులే కల్తీ లిక్కర్ డాన్లుగా మారారని వైఎస్సార్ సీపీ నేతలు ఆరోపించారు. కూటమి ప్రభుత్వ హయాంలో మద్యం మాఫియా రెచ్చిపోతోందని ధ్వజమెత్తారు. నాసిరకం మద్యం విక్రయాలతో ప్రజల ఆరోగ్యం దెబ్బతింటోందని ఆందోళన వ్యక్తం చేశారు. అధికార పార్టీ అండతోనే కల్తీ దందా సాగుతోందని విమర్శించారు. దీనిపై సిట్టింగ్ జడ్జితో సమగ్ర విచారణ జరిపించాలని డిమాండ్ చేశారు. టీడీపీ నాయకులే కల్తీ లిక్కర్ డాన్లుగా మారారని వైఎస్సార్ సీపీ నేతలు ఆరోపించారు. కూటమి ప్రభుత్వ హయాంలో మద్యం మాఫియా రెచ్చిపోతోందని ధ్వజమెత్తారు. నాసిరకం మద్యం విక్రయాలతో ప్రజల ఆరోగ్యం దెబ్బతింటోందని ఆందోళన వ్యక్తం చేశారు. అధికార పార్టీ అండతోనే కల్తీ దందా సాగుతోందని విమర్శించారు. దీనిపై సిట్టింగ్ జడ్జితో సమగ్ర విచారణ జరిపించాలని డిమాండ్ చేశారు. టీడీపీ నాయకులే కల్తీ లిక్కర్ డాన్లుగా మారారని వైఎస్సార్ సీపీ నేతలు ఆరోపించారు. కూటమి ప్రభుత్వ హయాంలో మద్యం మాఫియా రెచ్చిపోతోందని ధ్వజమెత్తారు. నాసిరకం మద్యం విక్రయాలతో ప్రజల ఆరోగ్యం దెబ్బతింటోందని ఆందోళన వ్యక్తం చేశారు. అధికార పార్టీ అండతోనే కల్తీ దందా సాగుతోందని విమర్శించారు. దీనిపై సిట్టింగ్ జడ్జితో సమగ్ర విచారణ జరిపించాలని డిమాండ్ చేశారు. టీడీపీ నాయకులే కల్తీ లిక్కర్ డాన్లుగా మారారని వైఎస్సార్ సీపీ నేతలు ఆరోపించారు. కూటమి ప్రభుత్వ హయాంలో మద్యం మాఫియా రెచ్చిపోతోందని ధ్వజమెత్తారు. నాసిరకం మద్యం విక్రయాలతో ప్రజల ఆరోగ్యం దెబ్బతింటోందని ఆందోళన వ్యక్తం చేశారు. అధికార పార్టీ అండతోనే కల్తీ దందా సాగుతోందని విమర్శించారు. దీనిపై సిట్టింగ్ జడ్జితో సమగ్ర విచారణ జరిపించాలని డిమాండ్ చేశారు. టీడీపీ నాయకులే కల్తీ లిక్కర్ డాన్లుగా మారారని వైఎస్సార్ సీపీ నేతలు ఆరోపించారు. కూటమి ప్రభుత్వ హయాంలో మద్యం మాఫియా రెచ్చిపోతోందని ధ్వజమెత్తారు. నాసిరకం మద్యం విక్రయాలతో ప్రజల ఆరోగ్యం దెబ్బతింటోందని ఆందోళన వ్యక్తం చేశారు. అధికార పార్టీ అండతోనే కల్తీ దందా సాగుతోందని విమర్శించారు. దీనిపై సిట్టింగ్ జడ్జితో సమగ్ర విచారణ జరిపించాలని డిమాండ్ చేశారు. టీడీపీ నాయకులే కల్తీ లిక్కర్ డాన్లుగా మారారని వైఎస్సార్ సీపీ నేతలు ఆరోపించారు. కూటమి ప్రభుత్వ హయాంలో మద్యం మాఫియా రెచ్చిపోతోందని ధ్వజమెత్తారు. నాసిరకం మద్యం విక్రయాలతో ప్రజల ఆరోగ్యం దెబ్బతింటోందని ఆందోళన వ్యక్తం చేశారు. అధికార పార్టీ అండతోనే కల్తీ దందా సాగుతోందని విమర్శించారు. దీనిపై సిట్టింగ్ జడ్జితో సమగ్ర విచారణ జరిపించాలని డిమాండ్ చేశారు. టీడీపీ నాయకులే కల్తీ లిక్కర్ డాన్లుగా మారారని వైఎస్సార్ సీపీ నేతలు ఆరోపించారు. కూటమి ప్రభుత్వ హయాంలో మద్యం మాఫియా రెచ్చిపోతోందని ధ్వజమెత్తారు. నాసిరకం మద్యం విక్రయాలతో ప్రజల ఆరోగ్యం దెబ్బతింటోందని ఆందోళన వ్యక్తం చేశారు. అధికార పార్టీ అండతోనే కల్తీ దందా సాగుతోందని విమర్శించారు. దీనిపై సిట్టింగ్ జడ్జితో సమగ్ర విచారణ జరిపించాలని డిమాండ్ చేశారు. టీడీపీ నాయకులే కల్తీ లిక్కర్ డాన్లుగా మారారని వైఎస్సార్ సీపీ నేతలు ఆరోపించారు. కూటమి ప్రభుత్వ హయాంలో మద్యం మాఫియా రెచ్చిపోతోందని ధ్వజమెత్తారు. నాసిరకం మద్యం విక్రయాలతో ప్రజల ఆరోగ్యం దెబ్బతింటోందని ఆందోళన వ్యక్తం చేశారు. అధికార పార్టీ అండతోనే కల్తీ దందా సాగుతోందని విమర్శించారు. దీనిపై సిట్టింగ్ జడ్జితో సమగ్ర విచారణ జరిపించాలని డిమాండ్ చేశారు.: [528, 1258, 1457, 1483]
article-respect-all-religions: [23, 1257, 497, 1534]
color-swatch: [1394, 2432, 1406, 2444]
page-content: [23, 60, 1466, 2401]
color-swatch: [905, 2432, 917, 2444]
color-swatch: [5, 93, 17, 105]
color-swatch: [5, 107, 17, 119]
registration-marks-bottom-right: [1352, 2432, 1463, 2444]
color-swatch: [1366, 2432, 1378, 2444]
article-japan-pm-takaichi: [23, 401, 497, 709]
sub-headline: తొలి మహిళా పీఎంగా రికార్డ్ !: [147, 434, 373, 458]
registration-marks-bottom-left: [26, 2432, 137, 2444]
masthead-graphic-icon: [773, 14, 808, 44]
article-tdp-liquor-dons: [519, 1197, 1466, 1677]
color-swatch: [1437, 2432, 1449, 2444]
color-swatch: [68, 2432, 80, 2444]
headline: జూబ్లీహిల్స్, లోకల్ బాడీ ఎన్నికల్లో బీజేపీ 'సెంట్రల్' వ్యూహం: [43, 1809, 477, 1831]
headline: వాయుగుండం ఎఫెక్ట్.. ఏపీలో భారీ వర్షాలు: [32, 2083, 293, 2102]
article-cyclone-ap-rains: [23, 2075, 497, 2401]
color-swatch: [111, 2432, 123, 2444]
article-body: బీజేపీ, కాంగ్రెస్ రెండు పార్టీలు తెలంగాణకు శత్రువులేనని బీఆర్ఎస్ నేతలు ధ్వజమెత్తారు. రాష్ట్ర ప్రయోజనాలను రెండు పార్టీలు దెబ్బతీస్తున్నాయని విమర్శించారు. విభజన హామీలను అమలు చేయడంలో కేంద్రం పూర్తిగా విఫలమైందని మండిపడ్డారు. రుణమాఫీ, రైతు భరోసా వంటి హామీలను కాంగ్రెస్ ప్రభుత్వం అమలు చేయడం లేదని ఆరోపించారు. ప్రాజెక్టులకు నిధులు ఇవ్వకుండా తెలంగాణను కేంద్రం మోసం చేస్తోందని ఆగ్రహం వ్యక్తం చేశారు. రానున్న ఎన్నికల్లో ప్రజలే తగిన బుద్ధి చెబుతారని హెచ్చరించారు. బీజేపీ, కాంగ్రెస్ రెండు పార్టీలు తెలంగాణకు శత్రువులేనని బీఆర్ఎస్ నేతలు ధ్వజమెత్తారు. రాష్ట్ర ప్రయోజనాలను రెండు పార్టీలు దెబ్బతీస్తున్నాయని విమర్శించారు. విభజన హామీలను అమలు చేయడంలో కేంద్రం పూర్తిగా విఫలమైందని మండిపడ్డారు. రుణమాఫీ, రైతు భరోసా వంటి హామీలను కాంగ్రెస్ ప్రభుత్వం అమలు చేయడం లేదని ఆరోపించారు. ప్రాజెక్టులకు నిధులు ఇవ్వకుండా తెలంగాణను కేంద్రం మోసం చేస్తోందని ఆగ్రహం వ్యక్తం చేశారు. రానున్న ఎన్నికల్లో ప్రజలే తగిన బుద్ధి చెబుతారని హెచ్చరించారు. బీజేపీ, కాంగ్రెస్ రెండు పార్టీలు తెలంగాణకు శత్రువులేనని బీఆర్ఎస్ నేతలు ధ్వజమెత్తారు. రాష్ట్ర ప్రయోజనాలను రెండు పార్టీలు దెబ్బతీస్తున్నాయని విమర్శించారు. విభజన హామీలను అమలు చేయడంలో కేంద్రం పూర్తిగా విఫలమైందని మండిపడ్డారు. రుణమాఫీ, రైతు భరోసా వంటి హామీలను కాంగ్రెస్ ప్రభుత్వం అమలు చేయడం లేదని ఆరోపించారు. ప్రాజెక్టులకు నిధులు ఇవ్వకుండా తెలంగాణను కేంద్రం మోసం చేస్తోందని ఆగ్రహం వ్యక్తం చేశారు. రానున్న ఎన్నికల్లో ప్రజలే తగిన బుద్ధి చెబుతారని హెచ్చరించారు. బీజేపీ, కాంగ్రెస్ రెండు పార్టీలు తెలంగాణకు శత్రువులేనని బీఆర్ఎస్ నేతలు ధ్వజమెత్తారు. రాష్ట్ర ప్రయోజనాలను రెండు పార్టీలు దెబ్బతీస్తున్నాయని విమర్శించారు. విభజన హామీలను అమలు చేయడంలో కేంద్రం పూర్తిగా విఫలమైందని మండిపడ్డారు. రుణమాఫీ, రైతు భరోసా వంటి హామీలను కాంగ్రెస్ ప్రభుత్వం అమలు చేయడం లేదని ఆరోపించారు. ప్రాజెక్టులకు నిధులు ఇవ్వకుండా తెలంగాణను కేంద్రం మోసం చేస్తోందని ఆగ్రహం వ్యక్తం చేశారు. రానున్న ఎన్నికల్లో ప్రజలే తగిన బుద్ధి చెబుతారని హెచ్చరించారు. బీజేపీ, కాంగ్రెస్ రెండు పార్టీలు తెలంగాణకు శత్రువులేనని బీఆర్ఎస్ నేతలు ధ్వజమెత్తారు. రాష్ట్ర ప్రయోజనాలను రెండు పార్టీలు దెబ్బతీస్తున్నాయని విమర్శించారు. విభజన హామీలను అమలు చేయడంలో కేంద్రం పూర్తిగా విఫలమైందని మండిపడ్డారు. రుణమాఫీ, రైతు భరోసా వంటి హామీలను కాంగ్రెస్ ప్రభుత్వం అమలు చేయడం లేదని ఆరోపించారు. ప్రాజెక్టులకు నిధులు ఇవ్వకుండా తెలంగాణను కేంద్రం మోసం చేస్తోందని ఆగ్రహం వ్యక్తం చేశారు. రానున్న ఎన్నికల్లో ప్రజలే తగిన బుద్ధి చెబుతారని హెచ్చరించారు. బీజేపీ, కాంగ్రెస్ రెండు పార్టీలు తెలంగాణకు శత్రువులేనని బీఆర్ఎస్ నేతలు ధ్వజమెత్తారు. రాష్ట్ర ప్రయోజనాలను రెండు పార్టీలు దెబ్బతీస్తున్నాయని విమర్శించారు. విభజన హామీలను అమలు చేయడంలో కేంద్రం పూర్తిగా విఫలమైందని మండిపడ్డారు. రుణమాఫీ, రైతు భరోసా వంటి హామీలను కాంగ్రెస్ ప్రభుత్వం అమలు చేయడం లేదని ఆరోపించారు. ప్రాజెక్టులకు నిధులు ఇవ్వకుండా తెలంగాణను కేంద్రం మోసం చేస్తోందని ఆగ్రహం వ్యక్తం చేశారు. రానున్న ఎన్నికల్లో ప్రజలే తగిన బుద్ధి చెబుతారని హెచ్చరించారు. బీజేపీ, కాంగ్రెస్ రెండు పార్టీలు తెలంగాణకు శత్రువులేనని బీఆర్ఎస్ నేతలు ధ్వజమెత్తారు. రాష్ట్ర ప్రయోజనాలను రెండు పార్టీలు దెబ్బతీస్తున్నాయని విమర్శించారు. విభజన హామీలను అమలు చేయడంలో కేంద్రం పూర్తిగా విఫలమైందని మండిపడ్డారు. రుణమాఫీ, రైతు భరోసా వంటి హామీలను కాంగ్రెస్ ప్రభుత్వం అమలు చేయడం లేదని ఆరోపించారు. ప్రాజెక్టులకు నిధులు ఇవ్వకుండా తెలంగాణను కేంద్రం మోసం చేస్తోందని ఆగ్రహం వ్యక్తం చేశారు. రానున్న ఎన్నికల్లో ప్రజలే తగిన బుద్ధి చెబుతారని హెచ్చరించారు. బీజేపీ, కాంగ్రెస్ రెండు పార్టీలు తెలంగాణకు శత్రువులేనని బీఆర్ఎస్ నేతలు ధ్వజమెత్తారు. రాష్ట్ర ప్రయోజనాలను రెండు పార్టీలు దెబ్బతీస్తున్నాయని విమర్శించారు. విభజన హామీలను అమలు చేయడంలో కేంద్రం పూర్తిగా విఫలమైందని మండిపడ్డారు. రుణమాఫీ, రైతు భరోసా వంటి హామీలను కాంగ్రెస్ ప్రభుత్వం అమలు చేయడం లేదని ఆరోపించారు. ప్రాజెక్టులకు నిధులు ఇవ్వకుండా తెలంగాణను కేంద్రం మోసం చేస్తోందని ఆగ్రహం వ్యక్తం చేశారు. రానున్న ఎన్నికల్లో ప్రజలే తగిన బుద్ధి చెబుతారని హెచ్చరించారు. బీజేపీ, కాంగ్రెస్ రెండు పార్టీలు తెలంగాణకు శత్రువులేనని బీఆర్ఎస్ నేతలు ధ్వజమెత్తారు. రాష్ట్ర ప్రయోజనాలను రెండు పార్టీలు దెబ్బతీస్తున్నాయని విమర్శించారు. విభజన హామీలను అమలు చేయడంలో కేంద్రం పూర్తిగా విఫలమైందని మండిపడ్డారు. రుణమాఫీ, రైతు భరోసా వంటి హామీలను కాంగ్రెస్ ప్రభుత్వం అమలు చేయడం లేదని ఆరోపించారు. ప్రాజెక్టులకు నిధులు ఇవ్వకుండా తెలంగాణను కేంద్రం మోసం చేస్తోందని ఆగ్రహం వ్యక్తం చేశారు. రానున్న ఎన్నికల్లో ప్రజలే తగిన బుద్ధి చెబుతారని హెచ్చరించారు. బీజేపీ, కాంగ్రెస్ రెండు పార్టీలు తెలంగాణకు శత్రువులేనని బీఆర్ఎస్ నేతలు ధ్వజమెత్తారు. రాష్ట్ర ప్రయోజనాలను రెండు పార్టీలు దెబ్బతీస్తున్నాయని విమర్శించారు. విభజన హామీలను అమలు చేయడంలో కేంద్రం పూర్తిగా విఫలమైందని మండిపడ్డారు. రుణమాఫీ, రైతు భరోసా వంటి హామీలను కాంగ్రెస్ ప్రభుత్వం అమలు చేయడం లేదని ఆరోపించారు. ప్రాజెక్టులకు నిధులు ఇవ్వకుండా తెలంగాణను కేంద్రం మోసం చేస్తోందని ఆగ్రహం వ్యక్తం చేశారు. రానున్న ఎన్నికల్లో ప్రజలే తగిన బుద్ధి చెబుతారని హెచ్చరించారు. బీజేపీ, కాంగ్రెస్ రెండు పార్టీలు తెలంగాణకు శత్రువులేనని బీఆర్ఎస్ నేతలు ధ్వజమెత్తారు. రాష్ట్ర ప్రయోజనాలను రెండు పార్టీలు దెబ్బతీస్తున్నాయని విమర్శించారు. విభజన హామీలను అమలు చేయడంలో కేంద్రం పూర్తిగా విఫలమైందని మండిపడ్డారు. రుణమాఫీ, రైతు భరోసా వంటి హామీలను కాంగ్రెస్ ప్రభుత్వం అమలు చేయడం లేదని ఆరోపించారు. ప్రాజెక్టులకు నిధులు ఇవ్వకుండా తెలంగాణను కేంద్రం మోసం చేస్తోందని ఆగ్రహం వ్యక్తం చేశారు. రానున్న ఎన్నికల్లో ప్రజలే తగిన బుద్ధి చెబుతారని హెచ్చరించారు. బీజేపీ, కాంగ్రెస్ రెండు పార్టీలు తెలంగాణకు శత్రువులేనని బీఆర్ఎస్ నేతలు ధ్వజమెత్తారు. రాష్ట్ర ప్రయోజనాలను రెండు పార్టీలు దెబ్బతీస్తున్నాయని విమర్శించారు. విభజన హామీలను అమలు చేయడంలో కేంద్రం పూర్తిగా విఫలమైందని మండిపడ్డారు. రుణమాఫీ, రైతు భరోసా వంటి హామీలను కాంగ్రెస్ ప్రభుత్వం అమలు చేయడం లేదని ఆరోపించారు. ప్రాజెక్టులకు నిధులు ఇవ్వకుండా తెలంగాణను కేంద్రం మోసం చేస్తోందని ఆగ్రహం వ్యక్తం చేశారు. రానున్న ఎన్నికల్లో ప్రజలే తగిన బుద్ధి చెబుతారని హెచ్చరించారు. బీజేపీ, కాంగ్రెస్ రెండు పార్టీలు తెలంగాణకు శత్రువులేనని బీఆర్ఎస్ నేతలు ధ్వజమెత్తారు. రాష్ట్ర ప్రయోజనాలను రెండు పార్టీలు దెబ్బతీస్తున్నాయని విమర్శించారు. విభజన హామీలను అమలు చేయడంలో కేంద్రం పూర్తిగా విఫలమైందని మండిపడ్డారు. రుణమాఫీ, రైతు భరోసా వంటి హామీలను కాంగ్రెస్ ప్రభుత్వం అమలు చేయడం లేదని ఆరోపించారు. ప్రాజెక్టులకు నిధులు ఇవ్వకుండా తెలంగాణను కేంద్రం మోసం చేస్తోందని ఆగ్రహం వ్యక్తం చేశారు. రానున్న ఎన్నికల్లో ప్రజలే తగిన బుద్ధి చెబుతారని హెచ్చరించారు. బీజేపీ, కాంగ్రెస్ రెండు పార్టీలు తెలంగాణకు శత్రువులేనని బీఆర్ఎస్ నేతలు ధ్వజమెత్తారు. రాష్ట్ర ప్రయోజనాలను రెండు పార్టీలు దెబ్బతీస్తున్నాయని విమర్శించారు. విభజన హామీలను అమలు చేయడంలో కేంద్రం పూర్తిగా విఫలమైందని మండిపడ్డారు. రుణమాఫీ, రైతు భరోసా వంటి హామీలను కాంగ్రెస్ ప్రభుత్వం అమలు చేయడం లేదని ఆరోపించారు. ప్రాజెక్టులకు నిధులు ఇవ్వకుండా తెలంగాణను కేంద్రం మోసం చేస్తోందని ఆగ్రహం వ్యక్తం చేశారు. రానున్న ఎన్నికల్లో ప్రజలే తగిన బుద్ధి చెబుతారని హెచ్చరించారు. బీజేపీ, కాంగ్రెస్ రెండు పార్టీలు తెలంగాణకు శత్రువులేనని బీఆర్ఎస్ నేతలు ధ్వజమెత్తారు. రాష్ట్ర ప్రయోజనాలను రెండు పార్టీలు దెబ్బతీస్తున్నాయని విమర్శించారు. విభజన హామీలను అమలు చేయడంలో కేంద్రం పూర్తిగా విఫలమైందని మండిపడ్డారు. రుణమాఫీ, రైతు భరోసా వంటి హామీలను కాంగ్రెస్ ప్రభుత్వం అమలు చేయడం లేదని ఆరోపించారు. ప్రాజెక్టులకు నిధులు ఇవ్వకుండా తెలంగాణను కేంద్రం మోసం చేస్తోందని ఆగ్రహం వ్యక్తం చేశారు. రానున్న ఎన్నికల్లో ప్రజలే తగిన బుద్ధి చెబుతారని హెచ్చరించారు. బీజేపీ, కాంగ్రెస్ రెండు పార్టీలు తెలంగాణకు శత్రువులేనని బీఆర్ఎస్ నేతలు ధ్వజమెత్తారు. రాష్ట్ర ప్రయోజనాలను రెండు పార్టీలు దెబ్బతీస్తున్నాయని విమర్శించారు. విభజన హామీలను అమలు చేయడంలో కేంద్రం పూర్తిగా విఫలమైందని మండిపడ్డారు. రుణమాఫీ, రైతు భరోసా వంటి హామీలను కాంగ్రెస్ ప్రభుత్వం అమలు చేయడం లేదని ఆరోపించారు. ప్రాజెక్టులకు నిధులు ఇవ్వకుండా తెలంగాణను కేంద్రం మోసం చేస్తోందని ఆగ్రహం వ్యక్తం చేశారు. రానున్న ఎన్నికల్లో ప్రజలే తగిన బుద్ధి చెబుతారని హెచ్చరించారు. బీజేపీ, కాంగ్రెస్ రెండు పార్టీలు తెలంగాణకు శత్రువులేనని బీఆర్ఎస్ నేతలు ధ్వజమెత్తారు. రాష్ట్ర ప్రయోజనాలను రెండు పార్టీలు దెబ్బతీస్తున్నాయని విమర్శించారు. విభజన హామీలను అమలు చేయడంలో కేంద్రం పూర్తిగా విఫలమైందని మండిపడ్డారు. రుణమాఫీ, రైతు భరోసా వంటి హామీలను కాంగ్రెస్ ప్రభుత్వం అమలు చేయడం లేదని ఆరోపించారు. ప్రాజెక్టులకు నిధులు ఇవ్వకుండా తెలంగాణను కేంద్రం మోసం చేస్తోందని ఆగ్రహం వ్యక్తం చేశారు. రానున్న ఎన్నికల్లో ప్రజలే తగిన బుద్ధి చెబుతారని హెచ్చరించారు. బీజేపీ, కాంగ్రెస్ రెండు పార్టీలు తెలంగాణకు శత్రువులేనని బీఆర్ఎస్ నేతలు ధ్వజమెత్తారు. రాష్ట్ర ప్రయోజనాలను రెండు పార్టీలు దెబ్బతీస్తున్నాయని విమర్శించారు. విభజన హామీలను అమలు చేయడంలో కేంద్రం పూర్తిగా విఫలమైందని మండిపడ్డారు. రుణమాఫీ, రైతు భరోసా వంటి హామీలను కాంగ్రెస్ ప్రభుత్వం అమలు చేయడం లేదని ఆరోపించారు. ప్రాజెక్టులకు నిధులు ఇవ్వకుండా తెలంగాణను కేంద్రం మోసం చేస్తోందని ఆగ్రహం వ్యక్తం చేశారు. రానున్న ఎన్నికల్లో ప్రజలే తగిన బుద్ధి చెబుతారని హెచ్చరించారు. బీజేపీ, కాంగ్రెస్ రెండు పార్టీలు తెలంగాణకు శత్రువులేనని బీఆర్ఎస్ నేతలు ధ్వజమెత్తారు. రాష్ట్ర ప్రయోజనాలను రెండు పార్టీలు దెబ్బతీస్తున్నాయని విమర్శించారు. విభజన హామీలను అమలు చేయడంలో కేంద్రం పూర్తిగా విఫలమైందని మండిపడ్డారు. రుణమాఫీ, రైతు భరోసా వంటి హామీలను కాంగ్రెస్ ప్రభుత్వం అమలు చేయడం లేదని ఆరోపించారు. ప్రాజెక్టులకు నిధులు ఇవ్వకుండా తెలంగాణను కేంద్రం మోసం చేస్తోందని ఆగ్రహం వ్యక్తం చేశారు. రానున్న ఎన్నికల్లో ప్రజలే తగిన బుద్ధి చెబుతారని హెచ్చరించారు. బీజేపీ, కాంగ్రెస్ రెండు పార్టీలు తెలంగాణకు శత్రువులేనని బీఆర్ఎస్ నేతలు ధ్వజమెత్తారు. రాష్ట్ర ప్రయోజనాలను రెండు పార్టీలు దెబ్బతీస్తున్నాయని విమర్శించారు. విభజన హామీలను అమలు చేయడంలో కేంద్రం పూర్తిగా విఫలమైందని మండిపడ్డారు. రుణమాఫీ, రైతు భరోసా వంటి హామీలను కాంగ్రెస్ ప్రభుత్వం అమలు చేయడం లేదని ఆరోపించారు. ప్రాజెక్టులకు నిధులు ఇవ్వకుండా తెలంగాణను కేంద్రం మోసం చేస్తోందని ఆగ్రహం వ్యక్తం చేశారు. రానున్న ఎన్నికల్లో ప్రజలే తగిన బుద్ధి చెబుతారని హెచ్చరించారు. బీజేపీ, కాంగ్రెస్ రెండు పార్టీలు తెలంగాణకు శత్రువులేనని బీఆర్ఎస్ నేతలు ధ్వజమెత్తారు. రాష్ట్ర ప్రయోజనాలను రెండు పార్టీలు దెబ్బతీస్తున్నాయని విమర్శించారు. విభజన హామీలను అమలు చేయడంలో కేంద్రం పూర్తిగా విఫలమైందని మండిపడ్డారు. రుణమాఫీ, రైతు భరోసా వంటి హామీలను కాంగ్రెస్ ప్రభుత్వం అమలు చేయడం లేదని ఆరోపించారు. ప్రాజెక్టులకు నిధులు ఇవ్వకుండా తెలంగాణను కేంద్రం మోసం చేస్తోందని ఆగ్రహం వ్యక్తం చేశారు. రానున్న ఎన్నికల్లో ప్రజలే తగిన బుద్ధి చెబుతారని హెచ్చరించారు. బీజేపీ, కాంగ్రెస్ రెండు పార్టీలు తెలంగాణకు శత్రువులేనని బీఆర్ఎస్ నేతలు ధ్వజమెత్తారు. రాష్ట్ర ప్రయోజనాలను రెండు పార్టీలు దెబ్బతీస్తున్నాయని విమర్శించారు. విభజన హామీలను అమలు చేయడంలో కేంద్రం పూర్తిగా విఫలమైందని మండిపడ్డారు. రుణమాఫీ, రైతు భరోసా వంటి హామీలను కాంగ్రెస్ ప్రభుత్వం అమలు చేయడం లేదని ఆరోపించారు. ప్రాజెక్టులకు నిధులు ఇవ్వకుండా తెలంగాణను కేంద్రం మోసం చేస్తోందని ఆగ్రహం వ్యక్తం చేశారు. రానున్న ఎన్నికల్లో ప్రజలే తగిన బుద్ధి చెబుతారని హెచ్చరించారు.: [528, 530, 1457, 921]
article-bjp-congress-enemies-telangana: [519, 473, 1466, 1197]
headline: యువత, మహిళల ఆకాంక్షలను అర్థం చేసుకోవాలి: [671, 70, 1314, 109]
article-body: ప్రజా సమస్యల పరిష్కారానికి తక్షణ చర్యలు చేపట్టాలని అధికారులను మంత్రి ఆదేశించారు. ఫిర్యాదులను వెంటనే పరిష్కరించాలని సూచించారు. క్షేత్రస్థాయిలో పర్యటించి వాస్తవ పరిస్థితులను తెలుసుకోవాలని అన్నారు. అభివృద్ధి పనులను గడువులోగా పూర్తి చేయాలని స్పష్టం చేశారు. నిర్లక్ష్యం వహించే అధికారులపై కఠిన చర్యలు తప్పవని హెచ్చరించారు. ప్రజా సమస్యల పరిష్కారానికి తక్షణ చర్యలు చేపట్టాలని అధికారులను మంత్రి ఆదేశించారు. ఫిర్యాదులను వెంటనే పరిష్కరించాలని సూచించారు. క్షేత్రస్థాయిలో పర్యటించి వాస్తవ పరిస్థితులను తెలుసుకోవాలని అన్నారు. అభివృద్ధి పనులను గడువులోగా పూర్తి చేయాలని స్పష్టం చేశారు. నిర్లక్ష్యం వహించే అధికారులపై కఠిన చర్యలు తప్పవని హెచ్చరించారు. ప్రజా సమస్యల పరిష్కారానికి తక్షణ చర్యలు చేపట్టాలని అధికారులను మంత్రి ఆదేశించారు. ఫిర్యాదులను వెంటనే పరిష్కరించాలని సూచించారు. క్షేత్రస్థాయిలో పర్యటించి వాస్తవ పరిస్థితులను తెలుసుకోవాలని అన్నారు. అభివృద్ధి పనులను గడువులోగా పూర్తి చేయాలని స్పష్టం చేశారు. నిర్లక్ష్యం వహించే అధికారులపై కఠిన చర్యలు తప్పవని హెచ్చరించారు. ప్రజా సమస్యల పరిష్కారానికి తక్షణ చర్యలు చేపట్టాలని అధికారులను మంత్రి ఆదేశించారు. ఫిర్యాదులను వెంటనే పరిష్కరించాలని సూచించారు. క్షేత్రస్థాయిలో పర్యటించి వాస్తవ పరిస్థితులను తెలుసుకోవాలని అన్నారు. అభివృద్ధి పనులను గడువులోగా పూర్తి చేయాలని స్పష్టం చేశారు. నిర్లక్ష్యం వహించే అధికారులపై కఠిన చర్యలు తప్పవని హెచ్చరించారు. ప్రజా సమస్యల పరిష్కారానికి తక్షణ చర్యలు చేపట్టాలని అధికారులను మంత్రి ఆదేశించారు. ఫిర్యాదులను వెంటనే పరిష్కరించాలని సూచించారు. క్షేత్రస్థాయిలో పర్యటించి వాస్తవ పరిస్థితులను తెలుసుకోవాలని అన్నారు. అభివృద్ధి పనులను గడువులోగా పూర్తి చేయాలని స్పష్టం చేశారు. నిర్లక్ష్యం వహించే అధికారులపై కఠిన చర్యలు తప్పవని హెచ్చరించారు. ప్రజా సమస్యల పరిష్కారానికి తక్షణ చర్యలు చేపట్టాలని అధికారులను మంత్రి ఆదేశించారు. ఫిర్యాదులను వెంటనే పరిష్కరించాలని సూచించారు. క్షేత్రస్థాయిలో పర్యటించి వాస్తవ పరిస్థితులను తెలుసుకోవాలని అన్నారు. అభివృద్ధి పనులను గడువులోగా పూర్తి చేయాలని స్పష్టం చేశారు. నిర్లక్ష్యం వహించే అధికారులపై కఠిన చర్యలు తప్పవని హెచ్చరించారు. ప్రజా సమస్యల పరిష్కారానికి తక్షణ చర్యలు చేపట్టాలని అధికారులను మంత్రి ఆదేశించారు. ఫిర్యాదులను వెంటనే పరిష్కరించాలని సూచించారు. క్షేత్రస్థాయిలో పర్యటించి వాస్తవ పరిస్థితులను తెలుసుకోవాలని అన్నారు. అభివృద్ధి పనులను గడువులోగా పూర్తి చేయాలని స్పష్టం చేశారు. నిర్లక్ష్యం వహించే అధికారులపై కఠిన చర్యలు తప్పవని హెచ్చరించారు. ప్రజా సమస్యల పరిష్కారానికి తక్షణ చర్యలు చేపట్టాలని అధికారులను మంత్రి ఆదేశించారు. ఫిర్యాదులను వెంటనే పరిష్కరించాలని సూచించారు. క్షేత్రస్థాయిలో పర్యటించి వాస్తవ పరిస్థితులను తెలుసుకోవాలని అన్నారు. అభివృద్ధి పనులను గడువులోగా పూర్తి చేయాలని స్పష్టం చేశారు. నిర్లక్ష్యం వహించే అధికారులపై కఠిన చర్యలు తప్పవని హెచ్చరించారు. ప్రజా సమస్యల పరిష్కారానికి తక్షణ చర్యలు చేపట్టాలని అధికారులను మంత్రి ఆదేశించారు. ఫిర్యాదులను వెంటనే పరిష్కరించాలని సూచించారు. క్షేత్రస్థాయిలో పర్యటించి వాస్తవ పరిస్థితులను తెలుసుకోవాలని అన్నారు. అభివృద్ధి పనులను గడువులోగా పూర్తి చేయాలని స్పష్టం చేశారు. నిర్లక్ష్యం వహించే అధికారులపై కఠిన చర్యలు తప్పవని హెచ్చరించారు. ప్రజా సమస్యల పరిష్కారానికి తక్షణ చర్యలు చేపట్టాలని అధికారులను మంత్రి ఆదేశించారు. ఫిర్యాదులను వెంటనే పరిష్కరించాలని సూచించారు. క్షేత్రస్థాయిలో పర్యటించి వాస్తవ పరిస్థితులను తెలుసుకోవాలని అన్నారు. అభివృద్ధి పనులను గడువులోగా పూర్తి చేయాలని స్పష్టం చేశారు. నిర్లక్ష్యం వహించే అధికారులపై కఠిన చర్యలు తప్పవని హెచ్చరించారు. ప్రజా సమస్యల పరిష్కారానికి తక్షణ చర్యలు చేపట్టాలని అధికారులను మంత్రి ఆదేశించారు. ఫిర్యాదులను వెంటనే పరిష్కరించాలని సూచించారు. క్షేత్రస్థాయిలో పర్యటించి వాస్తవ పరిస్థితులను తెలుసుకోవాలని అన్నారు. అభివృద్ధి పనులను గడువులోగా పూర్తి చేయాలని స్పష్టం చేశారు. నిర్లక్ష్యం వహించే అధికారులపై కఠిన చర్యలు తప్పవని హెచ్చరించారు. ప్రజా సమస్యల పరిష్కారానికి తక్షణ చర్యలు చేపట్టాలని అధికారులను మంత్రి ఆదేశించారు. ఫిర్యాదులను వెంటనే పరిష్కరించాలని సూచించారు. క్షేత్రస్థాయిలో పర్యటించి వాస్తవ పరిస్థితులను తెలుసుకోవాలని అన్నారు. అభివృద్ధి పనులను గడువులోగా పూర్తి చేయాలని స్పష్టం చేశారు. నిర్లక్ష్యం వహించే అధికారులపై కఠిన చర్యలు తప్పవని హెచ్చరించారు. ప్రజా సమస్యల పరిష్కారానికి తక్షణ చర్యలు చేపట్టాలని అధికారులను మంత్రి ఆదేశించారు. ఫిర్యాదులను వెంటనే పరిష్కరించాలని సూచించారు. క్షేత్రస్థాయిలో పర్యటించి వాస్తవ పరిస్థితులను తెలుసుకోవాలని అన్నారు. అభివృద్ధి పనులను గడువులోగా పూర్తి చేయాలని స్పష్టం చేశారు. నిర్లక్ష్యం వహించే అధికారులపై కఠిన చర్యలు తప్పవని హెచ్చరించారు. ప్రజా సమస్యల పరిష్కారానికి తక్షణ చర్యలు చేపట్టాలని అధికారులను మంత్రి ఆదేశించారు. ఫిర్యాదులను వెంటనే పరిష్కరించాలని సూచించారు. క్షేత్రస్థాయిలో పర్యటించి వాస్తవ పరిస్థితులను తెలుసుకోవాలని అన్నారు. అభివృద్ధి పనులను గడువులోగా పూర్తి చేయాలని స్పష్టం చేశారు. నిర్లక్ష్యం వహించే అధికారులపై కఠిన చర్యలు తప్పవని హెచ్చరించారు. ప్రజా సమస్యల పరిష్కారానికి తక్షణ చర్యలు చేపట్టాలని అధికారులను మంత్రి ఆదేశించారు. ఫిర్యాదులను వెంటనే పరిష్కరించాలని సూచించారు. క్షేత్రస్థాయిలో పర్యటించి వాస్తవ పరిస్థితులను తెలుసుకోవాలని అన్నారు. అభివృద్ధి పనులను గడువులోగా పూర్తి చేయాలని స్పష్టం చేశారు. నిర్లక్ష్యం వహించే అధికారులపై కఠిన చర్యలు తప్పవని హెచ్చరించారు. ప్రజా సమస్యల పరిష్కారానికి తక్షణ చర్యలు చేపట్టాలని అధికారులను మంత్రి ఆదేశించారు. ఫిర్యాదులను వెంటనే పరిష్కరించాలని సూచించారు. క్షేత్రస్థాయిలో పర్యటించి వాస్తవ పరిస్థితులను తెలుసుకోవాలని అన్నారు. అభివృద్ధి పనులను గడువులోగా పూర్తి చేయాలని స్పష్టం చేశారు. నిర్లక్ష్యం వహించే అధికారులపై కఠిన చర్యలు తప్పవని హెచ్చరించారు. ప్రజా సమస్యల పరిష్కారానికి తక్షణ చర్యలు చేపట్టాలని అధికారులను మంత్రి ఆదేశించారు. ఫిర్యాదులను వెంటనే పరిష్కరించాలని సూచించారు. క్షేత్రస్థాయిలో పర్యటించి వాస్తవ పరిస్థితులను తెలుసుకోవాలని అన్నారు. అభివృద్ధి పనులను గడువులోగా పూర్తి చేయాలని స్పష్టం చేశారు. నిర్లక్ష్యం వహించే అధికారులపై కఠిన చర్యలు తప్పవని హెచ్చరించారు.: [528, 1734, 1457, 1950]
color-swatch: [890, 2432, 902, 2444]
headline: మాదకద్రవ్యాల నిర్మూలనకు 'సామూహిక బాధ్యత' అవసరం: [528, 2122, 1161, 2153]
color-swatch: [1423, 2432, 1435, 2444]
registration-marks-bottom-center: [848, 2432, 959, 2444]
article-body: జపాన్ తదుపరి ప్రధానిగా సనే తకైచీ ఎన్నిక కానున్నారు. అధికార లిబరల్ డెమోక్రటిక్ పార్టీ అధ్యక్షురాలిగా ఆమె ఎన్నికవడంతో దేశ తొలి మహిళా ప్రధానిగా రికార్డు సృష్టించనున్నారు. పార్టీ అధ్యక్ష ఎన్నికల్లో ఆమె తన సమీప ప్రత్యర్థిపై స్పష్టమైన మెజారిటీతో విజయం సాధించారు. మాజీ ప్రధాని షింజో అబేకు సన్నిహితురాలిగా పేరొందిన తకైచీ 1993లో తొలిసారి పార్లమెంటుకు ఎన్నికయ్యారు. 1996లో ఎల్డీపీలో చేరిన ఆమె పలు కీలక పదవులు నిర్వహించారు. జపాన్ తదుపరి ప్రధానిగా సనే తకైచీ ఎన్నిక కానున్నారు. అధికార లిబరల్ డెమోక్రటిక్ పార్టీ అధ్యక్షురాలిగా ఆమె ఎన్నికవడంతో దేశ తొలి మహిళా ప్రధానిగా రికార్డు సృష్టించనున్నారు. పార్టీ అధ్యక్ష ఎన్నికల్లో ఆమె తన సమీప ప్రత్యర్థిపై స్పష్టమైన మెజారిటీతో విజయం సాధించారు. మాజీ ప్రధాని షింజో అబేకు సన్నిహితురాలిగా పేరొందిన తకైచీ 1993లో తొలిసారి పార్లమెంటుకు ఎన్నికయ్యారు. 1996లో ఎల్డీపీలో చేరిన ఆమె పలు కీలక పదవులు నిర్వహించారు. జపాన్ తదుపరి ప్రధానిగా సనే తకైచీ ఎన్నిక కానున్నారు. అధికార లిబరల్ డెమోక్రటిక్ పార్టీ అధ్యక్షురాలిగా ఆమె ఎన్నికవడంతో దేశ తొలి మహిళా ప్రధానిగా రికార్డు సృష్టించనున్నారు. పార్టీ అధ్యక్ష ఎన్నికల్లో ఆమె తన సమీప ప్రత్యర్థిపై స్పష్టమైన మెజారిటీతో విజయం సాధించారు. మాజీ ప్రధాని షింజో అబేకు సన్నిహితురాలిగా పేరొందిన తకైచీ 1993లో తొలిసారి పార్లమెంటుకు ఎన్నికయ్యారు. 1996లో ఎల్డీపీలో చేరిన ఆమె పలు కీలక పదవులు నిర్వహించారు. జపాన్ తదుపరి ప్రధానిగా సనే తకైచీ ఎన్నిక కానున్నారు. అధికార లిబరల్ డెమోక్రటిక్ పార్టీ అధ్యక్షురాలిగా ఆమె ఎన్నికవడంతో దేశ తొలి మహిళా ప్రధానిగా రికార్డు సృష్టించనున్నారు. పార్టీ అధ్యక్ష ఎన్నికల్లో ఆమె తన సమీప ప్రత్యర్థిపై స్పష్టమైన మెజారిటీతో విజయం సాధించారు. మాజీ ప్రధాని షింజో అబేకు సన్నిహితురాలిగా పేరొందిన తకైచీ 1993లో తొలిసారి పార్లమెంటుకు ఎన్నికయ్యారు. 1996లో ఎల్డీపీలో చేరిన ఆమె పలు కీలక పదవులు నిర్వహించారు. జపాన్ తదుపరి ప్రధానిగా సనే తకైచీ ఎన్నిక కానున్నారు. అధికార లిబరల్ డెమోక్రటిక్ పార్టీ అధ్యక్షురాలిగా ఆమె ఎన్నికవడంతో దేశ తొలి మహిళా ప్రధానిగా రికార్డు సృష్టించనున్నారు. పార్టీ అధ్యక్ష ఎన్నికల్లో ఆమె తన సమీప ప్రత్యర్థిపై స్పష్టమైన మెజారిటీతో విజయం సాధించారు. మాజీ ప్రధాని షింజో అబేకు సన్నిహితురాలిగా పేరొందిన తకైచీ 1993లో తొలిసారి పార్లమెంటుకు ఎన్నికయ్యారు. 1996లో ఎల్డీపీలో చేరిన ఆమె పలు కీలక పదవులు నిర్వహించారు. జపాన్ తదుపరి ప్రధానిగా సనే తకైచీ ఎన్నిక కానున్నారు. అధికార లిబరల్ డెమోక్రటిక్ పార్టీ అధ్యక్షురాలిగా ఆమె ఎన్నికవడంతో దేశ తొలి మహిళా ప్రధానిగా రికార్డు సృష్టించనున్నారు. పార్టీ అధ్యక్ష ఎన్నికల్లో ఆమె తన సమీప ప్రత్యర్థిపై స్పష్టమైన మెజారిటీతో విజయం సాధించారు. మాజీ ప్రధాని షింజో అబేకు సన్నిహితురాలిగా పేరొందిన తకైచీ 1993లో తొలిసారి పార్లమెంటుకు ఎన్నికయ్యారు. 1996లో ఎల్డీపీలో చేరిన ఆమె పలు కీలక పదవులు నిర్వహించారు. జపాన్ తదుపరి ప్రధానిగా సనే తకైచీ ఎన్నిక కానున్నారు. అధికార లిబరల్ డెమోక్రటిక్ పార్టీ అధ్యక్షురాలిగా ఆమె ఎన్నికవడంతో దేశ తొలి మహిళా ప్రధానిగా రికార్డు సృష్టించనున్నారు. పార్టీ అధ్యక్ష ఎన్నికల్లో ఆమె తన సమీప ప్రత్యర్థిపై స్పష్టమైన మెజారిటీతో విజయం సాధించారు. మాజీ ప్రధాని షింజో అబేకు సన్నిహితురాలిగా పేరొందిన తకైచీ 1993లో తొలిసారి పార్లమెంటుకు ఎన్నికయ్యారు. 1996లో ఎల్డీపీలో చేరిన ఆమె పలు కీలక పదవులు నిర్వహించారు.: [32, 466, 488, 671]
